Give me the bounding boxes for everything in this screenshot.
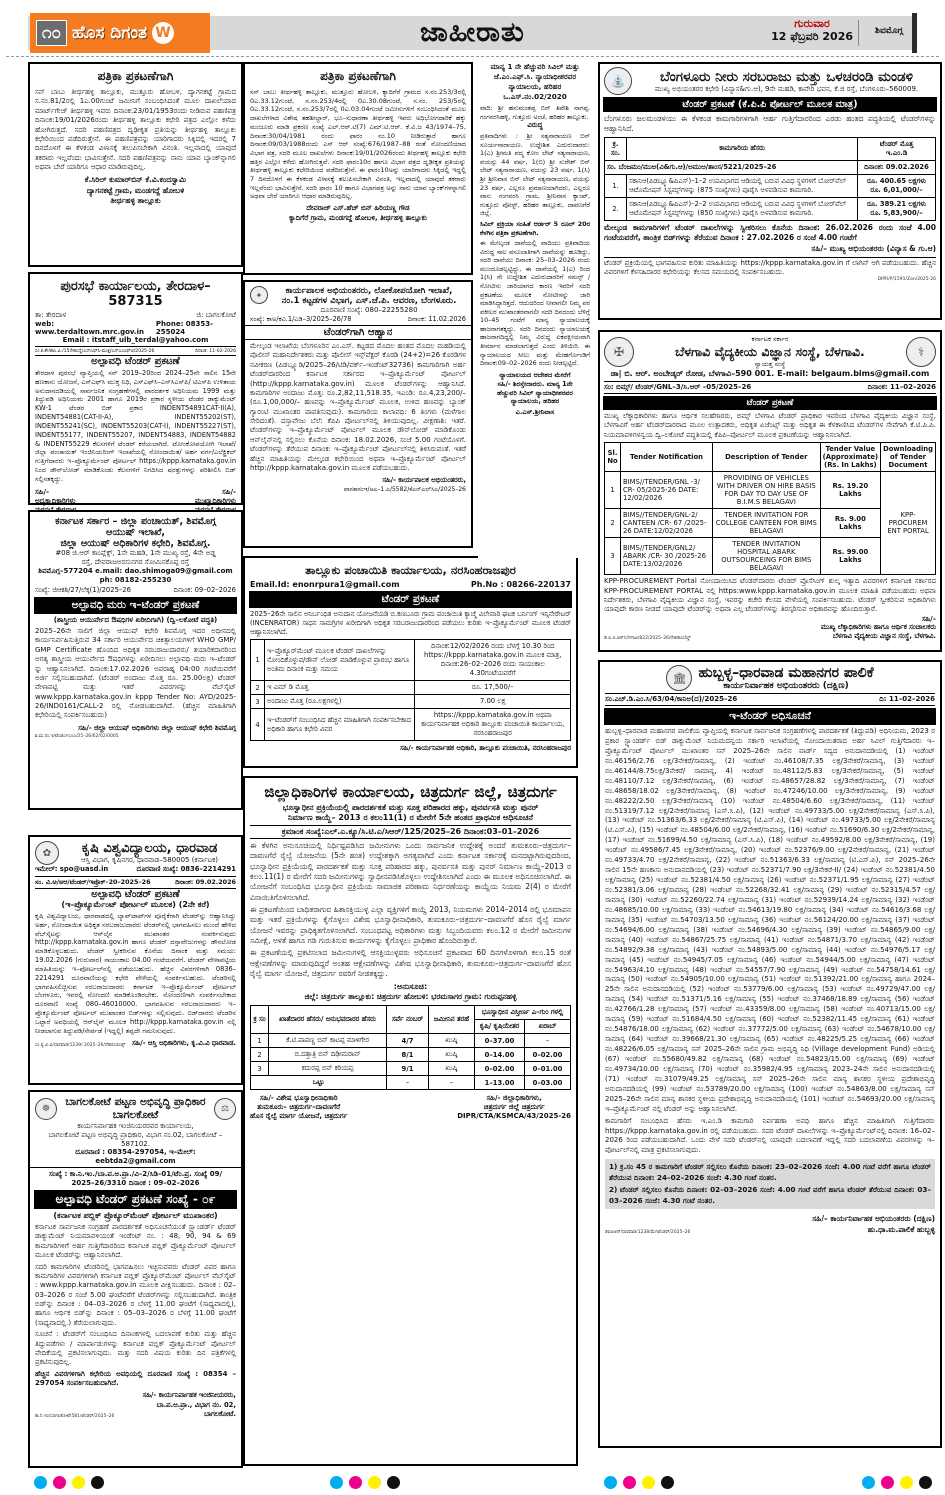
signature: ಸಹಿ/– ಕಾರ್ಯನಿರ್ವಾಹಕ ಅಭಿಯಂತರರು (ದಕ್ಷಿಣ) (812, 1214, 935, 1224)
tender-heading: ಅಲ್ಪಾವಧಿ ಟೆಂಡರ್ ಪ್ರಕಟಣೆ (91, 889, 180, 900)
sig-lao: ಸಹಿ/- ವಿಶೇಷ ಭೂಸ್ವಾಧೀನಾಧಿಕಾರಿ (259, 1094, 338, 1103)
signatory-village: ದ್ಯಾಗನಕಟ್ಟೆ ಗ್ರಾಮ, ಮಂಡಗದ್ದೆ ಹೋಬಳಿ (86, 185, 185, 195)
black-dot (91, 1476, 104, 1489)
masthead-date (771, 18, 853, 43)
yellow-dot (642, 1476, 655, 1489)
ref-date: ದಿನಾಂಕ: 11–02–2026 (867, 383, 936, 391)
ad-taluk-panchayat-nrpura (243, 556, 578, 768)
office-line: ಕಾರ್ಯನಿರ್ವಾಹಕ ಇಂಜಿನಿಯರರವರ ಕಾರ್ಯಾಲಯ, (77, 1122, 194, 1130)
btda-emblem-right-icon: ⚖ (214, 1098, 236, 1120)
cmyk-registration-marks (330, 1476, 400, 1489)
phone: ದೂರವಾಣಿ ಸಂಖ್ಯೆ: 0836–2214291 (136, 865, 236, 873)
govt-line: ಕರ್ನಾಟಕ ಸರ್ಕಾರ – ಜಿಲ್ಲಾ ಪಂಚಾಯತ್, ಶಿವಮೊಗ್ಗ (55, 516, 216, 527)
notification-para-2: ಈ ಪ್ರಕಟಣೆಯಿಂದ ಬಾಧಿತರಾಗುವ ಹಿತಾಸಕ್ತಿಯುಳ್ಳ ಎಲ್ಲಾ ವ್ಯಕ್ತಿಗಳಿಗೆ ಕಾಯ್ದೆ 2013, ನಿಯಮಗಳು 2014–2014 ರಲ್ಲಿ ಭೂಮಾಪನ ಮತ್ತು ಇತರೆ ಪ್ರಕ್ರಿಯೆಗಳನ್ನು ಕೈಗೊಳ್ಳಲು ವಿಶೇಷ ಭೂಸ್ವಾಧೀನಾಧಿಕಾರಿ, ತುಮಕೂರು–ಚಿತ್ರದುರ್ಗ–ದಾವಣಗೆರೆ ಹೊಸ ರೈಲ್ವೆ ಮಾರ್ಗ ಯೋಜನೆ ಇವರನ್ನು ಪ್ರಾಧಿಕೃತಗೊಳಿಸಲಾಗಿದೆ. ಸಂಬಂಧಪಟ್ಟ ಅಧಿಕಾರಿಗಳು ಮತ್ತು ಸಿಬ್ಬಂದಿಯವರು ಕಲಂ.12 ರ ಮೇರೆಗೆ ಜಮೀನುಗಳ ಸಮೀಕ್ಷೆ, ಅಳತೆ ಹಾಗೂ ಗಡಿ ಗುರುತಿಸುವ ಕಾರ್ಯಗಳನ್ನು ಕೈಗೊಳ್ಳಲು ಪ್ರಾಧಿಕಾರ ಹೊಂದಿರುತ್ತಾರೆ. (250, 905, 571, 946)
order-line: ಸಿವಿಲ್ ಪ್ರಕ್ರಿಯಾ ಸಂಹಿತೆ ಆರ್ಡರ್ 5 ರೂಲ್ 20ರ ಕೆಳಗಿನ ಪತ್ರಿಕಾ ಪ್ರಕಟಣೆಗಾಗಿ. (480, 219, 590, 237)
table-row: 1 ಕೆ.ಟಿ.ಪಾಪಣ್ಣ ಬಿನ್ ಕಾಟಪ್ಪ ಮಾಳಿಗೇರ 4/7 ಖುಷ್ಕಿ 0–37.00 – (251, 1034, 571, 1048)
district-label: ಜಿ: ಬಾಗಲಕೋಟೆ (196, 311, 236, 319)
pwd-emblem-icon: ✦ (250, 286, 268, 304)
tender-intro: 2025–26ನೇ ಸಾಲಿನ ಅನಿರ್ಬಂಧಿತ ಅನುದಾನ ಯೋಜನೆಯಡಿ ಬಿ.ಕಣಬೂರು ಗ್ರಾಮ ಪಂಚಾಯಿತಿ ಕ್ಯಾಚ್ಮೆ ವಿಲೇವಾರಿ ಘಟಕ ಬರ್ನಿಂಗ್ ಇನ್ಸಿನೇರೇಟರ್ (INCENRATOR) ಸಾಧನ ಸಾಮಗ್ರಿಗಳ ಖರೀದಿಗಾಗಿ ಅಧಿಕೃತ ಸರಬರಾಜುದಾರರಿಂದ ಪಡೆಯಲು ಕುರಿತು ಇ–ಪ್ರೊಕ್ಯೂರ್ಮೆಂಟ್ ಮೂಲಕ ಟೆಂಡರ್ ಆಹ್ವಾನಿಸಲಾಗಿದೆ. (250, 610, 571, 637)
magenta-dot (53, 1476, 66, 1489)
download-portal-cell: KPP-PROCUREM ENT PORTAL (881, 472, 936, 575)
cyan-dot (330, 1476, 343, 1489)
ref-number: ಸಂಖ್ಯೆ : ಕಾ.ನಿ.ಇಂ./ಬಾ.ಪ.ಅ.ಪ್ರಾ./ವಿ–2/ಸಿಡಿ–01/ಟೆಂ.ಪ್ರ. ಸಂಖ್ಯೆ 09/ (48, 1170, 223, 1178)
dipr-ref: ಡಿ.ಐ.ಪಿ.ಆರ್/ಬೆಳಗಾವಿ/822/2025–26/ನೇಕಡಾಂಬೆಲ್ಡ್ (604, 636, 691, 642)
defendants: ಪ್ರತಿವಾದಿಗಳು : ಶ್ರೀ ಸತ್ಯನಾರಾಯಣ ಬಿನ್ ಸೂರ್ಯನಾರಾಯಣ. ಉದ್ದೇಶಿತ ಎದುರುದಾರರು: 1(ಎ) ಶ್ರೀಮತಿ ಪದ್ಮ ಕೋಂ ಲೇಟ್ ಸತ್ಯನಾರಾಯಣ, ವಯಸ್ಸು 44 ವರ್ಷ, 1(ಬಿ) ಶ್ರೀ ಸುರೇಶ್ ಬಿನ್ ಲೇಟ್ ಸತ್ಯನಾರಾಯಣ, ವಯಸ್ಸು 23 ವರ್ಷ, 1(ಸಿ) ಶ್ರೀ ಶ್ರೀನಿವಾಸ ಬಿನ್ ಲೇಟ್ ಸತ್ಯನಾರಾಯಣ, ವಯಸ್ಸು 23 ವರ್ಷ, ಎಲ್ಲರೂ ಪ್ರಮಾಣಯಾಗಿದರು, ಎಲ್ಲರೂ ವಾಸ: ಗಂಗನರಸಿ ಗ್ರಾಮ, ಶ್ರೀನಿವಾಸ ಕ್ಯಾಂಪ್, ಗುತ್ತೂರು ಪೋಸ್ಟ್, ಹರಿಹರ ತಾಲ್ಲೂಕು, ದಾವಣಗೆರೆ ಜಿಲ್ಲೆ. (480, 132, 590, 218)
masthead-divider (858, 20, 859, 46)
signature: ಸಹಿ/– ಮುಖ್ಯ ಅಭಿಯಂತರರು (ವಿನ್ಯಾಸ & ಗು.ಆ) (811, 244, 936, 254)
signature: ಸಹಿ/- ಕಾರ್ಯನಿರ್ವಾಹಕ ಇಂಜಿನೀಯರರು, (142, 1391, 236, 1400)
advocate-name: ಎ.ಎಸ್.ಶ್ರೀನಿವಾಸ (515, 408, 555, 417)
case-number: ಒ.ಎಸ್.ನಂ.02/2020 (503, 92, 567, 101)
btda-emblem-left-icon: ☸ (35, 1098, 57, 1120)
paper-logo-icon: W (152, 22, 174, 44)
tender-body: ಮೇಲ್ಕಂಡ ಇಲಾಖೆಯ ಬೆಂಗಳೂರಿನ ಎಂ.ಎಸ್. ಕಟ್ಟಡದ ಮೊದಲ ಹಂತದ ಮೊದಲ ಮಹಡಿಯಲ್ಲಿ ಪೊಲೀಸ್ ಮಹಾನಿರ್ದೇಶಕರು ಮತ್ತು ಪೊಲೀಸ್ ಇನ್ಸ್‌ಪೆಕ್ಟರ್ ಕೊಠಡಿ (24+2)=26 ಕೊಠಡಿಗಳ ನವೀಕರಣ (ಪಿಡಬ್ಲ್ಯೂಡಿ/2025–26/ಟಿಡಿ/ವರ್ಕ್–ಇಂಡೆಂಟ್32736) ಕಾಮಗಾರಿಗಾಗಿ ಅರ್ಹ ಟೆಂಡರ್‌ದಾರರಿಂದ ಕರ್ನಾಟಕ ಸರ್ಕಾರದ ಇ–ಪ್ರೊಕ್ಯೂರ್ಮೆಂಟ್ ಪೋರ್ಟಲ್ (http://kppp.karnataka.gov.in) ಮೂಲಕ ಟೆಂಡರ್‌ಗಳನ್ನು ಆಹ್ವಾನಿಸಿದೆ. ಕಾಮಗಾರಿಗಳ ಅಂದಾಜು ಮೊತ್ತ: ರೂ.2,82,11,518.35, ಇಎಂಡಿ: ರೂ.4,23,200/– (ರೂ.1,00,000/– ಹಣವನ್ನು ಇ–ಪ್ರೊಕ್ಯೂರ್ಮೆಂಟ್ ಮೂಲಕ, ಉಳಿದ ಹಣವನ್ನು ಬ್ಯಾಂಕ್ ಗ್ಯಾರಂಟಿ ಮುಖಾಂತರ ಪಾವತಿಸುವುದು). ಕಾಮಗಾರಿಯ ಕಾಲಾವಧಿ: 6 ತಿಂಗಳು (ಮಳೆಗಾಲ ಸೇರಿದಂತೆ). ದಸ್ತಾವೇಜು ಬೆಲೆ: ಕೆಪಿಪಿ ಪೋರ್ಟಲ್‌ನಲ್ಲಿ ತಿಳಿಯುವುದಿಲ್ಲ. ವೀಕ್ಷಣಾಶಿ: ಇತರೆ. ಟೆಂಡರ್‌ಗಳನ್ನು ಇ–ಪ್ರೊಕ್ಯೂರ್ಮೆಂಟ್ ಪೋರ್ಟಲ್ ಮೂಲಕ ಡೌನ್‌ಲೋಡ್ ಮಾಡಿಕೊಂಡು ಆನ್‌ಲೈನ್‌ನಲ್ಲಿ ಸಲ್ಲಿಸಲು ಕೊನೆಯ ದಿನಾಂಕ: 18.02.2026, ಸಂಜೆ 5.00 ಗಂಟೆಯೊಳಗೆ. ಟೆಂಡರ್‌ಗಳನ್ನು ತೆರೆಯುವ ದಿನಾಂಕ: ಇ–ಪ್ರೊಕ್ಯೂರ್ಮೆಂಟ್ ಪೋರ್ಟಲ್‌ನಲ್ಲಿ ತಿಳಿಸಿರುವಂತೆ. ಇತರೆ ಹೆಚ್ಚಿನ ಮಾಹಿತಿಯನ್ನು ಮೇಲ್ಕಂಡ ಕಛೇರಿಯಿಂದ ಅಥವಾ ಇ–ಪ್ರೊಕ್ಯೂರ್ಮೆಂಟ್ ಪೋರ್ಟಲ್ http://kppp.karnataka.gov.in ಮೂಲಕ ಪಡೆಯಬಹುದು. (250, 342, 466, 472)
email[interactable]: ಶಿವಮೊಗ್ಗ–577204 e.mail: dao.shimoga09@gmail.com (38, 567, 233, 575)
cyan-dot (34, 1476, 47, 1489)
land-schedule-table: ಕ್ರ ಸಂ ಖಾತೆದಾರರ ಹೆಸರು/ ಅನುಭವದಾರರ ಹೆಸರು ಸರ್ವೆ ನಂಬರ್ ಜಮೀನಿನ ತರಹೆ ಭೂಸ್ವಾಧೀನ ವಿಸ್ತೀರ್ಣ ಎ–ಗುಂ ಗಳಲ್ಲಿ ಕೃಷಿ/ ಕೃಷಿಯೇತರ ಖರಾಬ್ 1 ಕೆ.ಟಿ.ಪಾಪಣ್ಣ ಬಿನ್ ಕಾಟಪ್ಪ ಮಾಳಿಗೇರ 4/7 ಖುಷ್ಕಿ 0–37.00 – 2 ಬಿ.ದತ್ತಾತ್ರಿ ಬಿನ್ ದಿಢೀಮರಾವ್ 8/1 ಖುಷ್ಕಿ 0–14.00 0–02.00 3 ಕದುರಪ್ಪ ಬಿನ್ ಕರಿಯಪ್ಪ 9/1 ಖುಷ್ಕಿ 0–02.00 0–01.00 ಒಟ್ಟು – – 1–13.00 0–03.00 (250, 1005, 571, 1090)
office-title: ಕಾರ್ಯಪಾಲಕ ಅಭಿಯಂತರರು, ಲೋಕೋಪಯೋಗಿ ಇಲಾಖೆ, (285, 286, 453, 296)
ref-date: ದಿನಾಂಕ: 09–02–2026 (173, 586, 236, 594)
signatory-taluk: ತೀರ್ಥಹಳ್ಳಿ ತಾಲ್ಲೂಕು (110, 195, 161, 205)
signatory-name: ದೇವರಾಜ್ ಎಸ್.ಹೆಚ್ ಬಿನ್ ಹಿರಿಯಣ್ಣ ಗೌಡ (306, 204, 410, 213)
deadline-note-2: 2) ಟೆಂಡರ್ ಸಲ್ಲಿಸಲು ಕೊನೆಯ ದಿನಾಂಕ: 02–03–2026 ಸಂಜೆ: 4.00 ಗಂಟೆ ವರೆಗೆ ಹಾಗೂ ಟೆಂಡರ್ ತೆರೆಯುವ ದಿನಾಂಕ: 03–03–2026 ಸಂಜೆ: 4.30 ಗಂಟೆ ನಂತರ. (609, 1185, 931, 1205)
table-row: 1 ಇ–ಪ್ರೊಕ್ಯೂರ್‌ಮೆಂಟ್ ಮೂಲಕ ಟೆಂಡರ್ ದಾಖಲೆಗಳನ್ನು ನೋಂದಿಕೊಳ್ಳುವ/ಡೌನ್ ಲೋಡ್ ಮಾಡಿಕೊಳ್ಳುವ ಪ್ರಾರಂಭ ಹಾಗೂ ಅಂತಿಮ ದಿನಾಂಕ ಮತ್ತು ಸಮಯ ದಿನಾಂಕ:12/02/2026 ರಂದು ಬೆಳಗ್ಗೆ 10.30 ರಿಂದ https://kppp.karnataka.gov.in ಮೂಲಕ ಮಾತ್ರ, ದಿನಾಂಕ:26–02–2026 ರಂದು ಸಾಯಂಕಾಲ 4.30ಗಂಟೆಯವರೆಗೆ (251, 640, 571, 681)
cyan-dot (862, 1476, 875, 1489)
act-line-1: ಭೂಸ್ವಾಧೀನ ಪ್ರಕ್ರಿಯೆಯಲ್ಲಿ ಪಾರದರ್ಶಕತೆ ಮತ್ತು ಸೂಕ್ತ ಪರಿಹಾರದ ಹಕ್ಕು, ಪುನರ್ವಸತಿ ಮತ್ತು ಪುನರ್ (282, 803, 539, 812)
tender-heading: ಇ-ಟೆಂಡರ್ ಅಧಿಸೂಚನೆ (604, 708, 936, 725)
table-row: 2 ಇ ಎಮ್ ಡಿ ಮೊತ್ತ ರೂ. 17,500/– (251, 681, 571, 695)
tender-heading: ಟೆಂಡರ್ ಪ್ರಕಟಣೆ (249, 591, 572, 608)
ref-number: ಸಂ.ಕ.ಶೇ/ಶಾಂ.ವಿ./15ನೇಹುದ್ದೆ/ಎಸ್‌ಎಫ್‌ಸಿ-ಮುಕ್ತ/ಎಸ್‌ಎಂಎಫ್‌ಟಿ/2025-26 (35, 349, 155, 354)
ad-title: ಪತ್ರಿಕಾ ಪ್ರಕಟಣೆಗಾಗಿ (97, 69, 174, 83)
cmyk-registration-marks (604, 1476, 674, 1489)
table-row: 3 ಕದುರಪ್ಪ ಬಿನ್ ಕರಿಯಪ್ಪ 9/1 ಖುಷ್ಕಿ 0–02.00 0–01.00 (251, 1062, 571, 1076)
ad-bims-belagavi: ✠ ಕರ್ನಾಟಕ ಸರ್ಕಾರ ಬೆಳಗಾವಿ ವೈದ್ಯಕೀಯ ವಿಜ್ಞಾನ ಸಂಸ್ಥೆ, ಬೆಳಗಾವಿ. ಸ್ವಾಯತ್ತ ಸಂಸ್ಥೆ ⚕ ಡಾ| ಬಿ. ಆರ್. ಅಂಬೇಡ್ಕರ್ ರೋಡ, ಬೆಳಗಾವಿ–590 001. E-mail: belgaum.bims@gmail.com ಸಂ: ಬಿಮ್ಸ್/ ಟೆಂಡರ್/GNL–3/ಸಿ.ಆರ್ –05/2025–26 ದಿನಾಂಕ: 11–02–2026 ಟೆಂಡರ್ ಪ್ರಕಟಣೆ ಮುಖ್ಯ ಲೆಕ್ಕಾಧಿಕಾರಿಗಳು ಹಾಗೂ ಆರ್ಥಿಕ ಸಲಹೆಗಾರರು, ಬಿಮ್ಸ್ ಬೆಳಗಾವಿ ಟೆಂಡರ್ ಪ್ರಾಧಿಕಾರ ಇವರಿಂದ ಬೆಳಗಾವಿ ವೈದ್ಯಕೀಯ ವಿಜ್ಞಾನ ಸಂಸ್ಥೆ, ಬೆಳಗಾವಿಗೆ ಅರ್ಹ ಟೆಂಡರ್‌ದಾರರಾದ ಮೂಲ ಉತ್ಪಾದಕರು, ಅಧಿಕೃತ ಏಜೆಂಟ್ಸ್ ಮತ್ತು ಅಧಿಕೃತ ಈ ಕೆಳಕಾಣಿಸಿದ ಟೆಂಡರ್‌ಗಳ ಸೇವೆಗಾಗಿ ಕೆ.ಟಿ.ಪಿ.ಪಿ. ನಿಯಮಾವಳಿಗಳನ್ವಯ ದ್ವಿ–ಲಕೋಟೆ ಪದ್ಧತಿಯಲ್ಲಿ ಕೆಪಿಪಿ–ಪೋರ್ಟಲ್ ಮೂಲಕ ಪ್ರಕಟಣೆಯನ್ನು ಆಹ್ವಾನಿಸಲಾಗಿದೆ. Sl. No Tender Notification Description of Tender Tender Value (Approximate) (Rs. In Lakhs) Downloading of Tender Document 1 BIMS//TENDER/GNL -3/ CR- 05/2025-26 DATE: 12/02/2026 PROVIDING OF VEHICLES WITH DRIVER ON HIRE BASIS FOR DAY TO DAY USE OF B.I.M.S BELAGAVI Rs. 19.20 Lakhs KPP-PROCUREM ENT PORTAL 2 BIMS//TENDER/GNL-2/ CANTEEN /CR- 67 /2025-26 DATE:12/02/2026 TENDER INVITATION FOR COLLEGE CANTEEN FOR BIMS BELAGAVI Rs. 9.00 Lakhs 3 BIMS//TENDER/GNL2/ ABARK /CR- 30 /2025-26 DATE:13/02/2026 TENDER INVITATION HOSPITAL ABARK OUTSOURCEING FOR BIMS BELAGAVI Rs. 99.00 Lakhs KPP-PROCUREMENT Portal ನೋಂದಾಯಿಸಿದ ಟೆಂಡರ್‌ದಾರರು ಟೆಂಡರ್ ಪ್ರೊಸೆಸಿಂಗ್ ಶುಲ್ಕ ಇತ್ಯಾದಿ ವಿವರಗಳಿಗೆ ಕರ್ನಾಟಕ ಸರ್ಕಾರದ KPP-PROCUREMENT PORTAL ನಲ್ಲಿ https:www.kppp.karnataka.gov.in ಮೂಲಕ ಮಾಹಿತಿ ಪಡೆಯಬಹುದು ಅಥವಾ ನಿರ್ದೇಶಕರು, ಬೆಳಗಾವಿ ವೈದ್ಯಕೀಯ ವಿಜ್ಞಾನ ಸಂಸ್ಥೆ, ಇವರನ್ನು ಕಚೇರಿ ಕೆಲಸದ ವೇಳೆಯಲ್ಲಿ ಸಂಪರ್ಕಿಸಬಹುದು. ಟೆಂಡರ್ ಸ್ವೀಕರಿಸುವ ಅಧಿಕಾರಿಗಳು ಯಾವುದೇ ಕಾರಣ ನೀಡದೆ ಯಾವುದೇ ಟೆಂಡರ್‌ನ್ನು ಅಥವಾ ಎಲ್ಲ ಟೆಂಡರ್‌ಗಳನ್ನು ತಿರಸ್ಕರಿಸುವ ಅಧಿಕಾರವನ್ನು ಹೊಂದಿರುತ್ತಾರೆ. ಡಿ.ಐ.ಪಿ.ಆರ್/ಬೆಳಗಾವಿ/822/2025–26/ನೇಕಡಾಂಬೆಲ್ಡ್ ಸಹಿ/– ಮುಖ್ಯ ಲೆಕ್ಕಾಧಿಕಾರಿಗಳು ಹಾಗೂ ಆರ್ಥಿಕ ಸಂಚಾಲಕರು ಬೆಳಗಾವಿ ವೈದ್ಯಕೀಯ ವಿಜ್ಞಾನ ಸಂಸ್ಥೆ, ಬೆಳಗಾವಿ. (598, 330, 942, 652)
tender-intro: ಬೆಂಗಳೂರು ಜಲಮಂಡಳಿಯು ಈ ಕೆಳಕಂಡ ಕಾಮಗಾರಿಗಳಿಗಾಗಿ ಆರ್ಹ ಗುತ್ತಿಗೆದಾರರಿಂದ ಎರಡು ಹಂತದ ಪದ್ಧತಿಯಲ್ಲಿ ಟೆಂಡರ್‌ಗಳನ್ನು ಆಹ್ವಾನಿಸಿದೆ. (604, 114, 936, 134)
signature: ಮುಖ್ಯ ಲೆಕ್ಕಾಧಿಕಾರಿಗಳು ಹಾಗೂ ಆರ್ಥಿಕ ಸಂಚಾಲಕರು (820, 623, 936, 632)
ref-number: ಸಂ.ಎಚ್.ಡಿ.ಎಂ.ಸಿ/63/04/ಕಾನಿಅ(ದ)/2025–26 (605, 695, 738, 703)
office-ref: ಕಾ.ನಿ.ಇಂ/ಬಾಗಲಕೋಟೆ/581/ಟೆಂಡರ್/2025–26 (35, 1413, 115, 1419)
ad-bwssb (598, 62, 942, 320)
ref-date: ದಿನಾಂಕ: 11-02-2026 (195, 349, 236, 354)
table-row: 4 ಇ–ಟೆಂಡರ್‌ಗೆ ಸಂಬಂಧಿಸಿದ ಹೆಚ್ಚಿನ ಮಾಹಿತಿಗಾಗಿ ಸಂಪರ್ಕಿಸಬೇಕಾದ ಅಧಿಕಾರಿ ಹಾಗೂ ಕಛೇರಿ ವಿವರ https://kppp.karnataka.gov.in ಅಥವಾ ಕಾರ್ಯನಿರ್ವಾಹಕ ಅಧಿಕಾರಿ ತಾಲ್ಲೂಕು ಪಂಚಾಯಿತಿ ಕಾರ್ಯಾಲಯ, ನರಸಿಂಹರಾಜಪುರ (251, 709, 571, 741)
corporation-title: ಹುಬ್ಬಳ್ಳ–ಧಾರವಾಡ ಮಹಾನಗರ ಪಾಲಿಕೆ (698, 665, 874, 681)
tender-body-2: ಸದರಿ ಕಾಮಗಾರಿಗಳ ಟೆಂಡರಿನಲ್ಲಿ ಭಾಗವಹಿಸಲು ಇಚ್ಛಿಸುವವರು ಟೆಂಡರ್ ವಿವರ ಹಾಗೂ ಕಾಮಗಾರಿಗಳ ವಿವರಗಳಿಗಾಗಿ ಕರ್ನಾಟಕ ಪಬ್ಲಿಕ್ ಪ್ರೊಕ್ಯೂರ್‌ಮೆಂಟ್ ಪೋರ್ಟಲ್ ವೆಬ್‌ಸೈಟ್ : www.kppp.karnataka.gov.in ಮೂಲಕ ವೀಕ್ಷಿಸಬಹುದು. ದಿನಾಂಕ : 02–03–2026 ರ ಸಂಜೆ 5.00 ಘಂಟೆವರೆಗೆ ಟೆಂಡರ್‌ಗಳನ್ನು ಸಲ್ಲಿಸಬಹುದಾಗಿದೆ. ತಾಂತ್ರಿಕ ಬಿಡ್‌ನ್ನು ದಿನಾಂಕ : 04–03–2026 ರ ಬೆಳಗ್ಗೆ 11.00 ಘಂಟೆಗೆ (ಸಾಧ್ಯವಾದಲ್ಲಿ), ಹಾಗೂ ಆರ್ಥಿಕ ಬಿಡ್‌ನ್ನು ದಿನಾಂಕ : 05–03–2026 ರ ಬೆಳಗ್ಗೆ 11.00 ಘಂಟೆಗೆ (ಸಾಧ್ಯವಾದಲ್ಲಿ.) ತೆರೆಯಲಾಗುವುದು. (35, 1262, 236, 1327)
notification-para-3: ಈ ಪ್ರಕಟಣೆಯಲ್ಲಿ ಪ್ರಕಟಿಸಲಾದ ಜಮೀನುಗಳಲ್ಲಿ ಆಸಕ್ತಿಯುಳ್ಳವರು ಅಧಿಸೂಚನೆ ಪ್ರಕಟವಾದ 60 ದಿನಗಳೊಳಗಾಗಿ ಕಲಂ.15 ರಂತೆ ಆಕ್ಷೇಪಣೆಗಳನ್ನು ಮಾಡುವುದಿದ್ದರೆ ಅಂತಹ ಆಕ್ಷೇಪಣೆಗಳನ್ನು ವಿಶೇಷ ಭೂಸ್ವಾಧೀನಾಧಿಕಾರಿ, ತುಮಕೂರು–ಚಿತ್ರದುರ್ಗ–ದಾವಣಗೆರೆ ಹೊಸ ರೈಲ್ವೆ ಮಾರ್ಗ ಯೋಜನೆ, ಚಿತ್ರದುರ್ಗ ರವರಿಗೆ ನೀಡತಕ್ಕದ್ದು. (250, 948, 571, 979)
notice-body: ಈ ಮೇಲ್ಕಂಡ ದಾವೆಯಲ್ಲಿ ವಾದಿಯು ಪ್ರತಿವಾದಿಯ ವಿರುದ್ಧ ಸಾಲ ವಸೂಲಾತಿಗಾಗಿ ದಾವೆಯನ್ನು ಹೂಡಿದ್ದು, ಸದರಿ ದಾವೆಯು ದಿನಾಂಕ: 25–03–2026 ರಂದು ಮುಂದೂಡಲ್ಪಟ್ಟಿದ್ದು, ಈ ದಾವೆಯಲ್ಲಿ 1(ಎ) ರಿಂದ 1(ಸಿ) ನೇ ಉದ್ದೇಶಿತ ಎದುರುದಾರರಿಗೆ ಸಮನ್ಸ್ /ನೋಟೀಸು ಜಾರಿಯಾಗದ ಕಾರಣ ಇವರಿಗೆ ಸದರಿ ಪ್ರಕಟಣೆಯ ಮೂಲಕ ನೋಟೀಸನ್ನು ಜಾರಿ ಮಾಡಿಸಿದ್ದಾರಿತ್ತದೆ. ಆದುದರಿಂದ ನೀವಾಗಲೀ ನಿಮ್ಮ ಪರ ವಕೀಲರ ಮುಖಾಂತರವಾಗಲೀ ಸದರಿ ದಿನದಂದು ಬೆಳಿಗ್ಗೆ 10–45 ಗಂಟೆಗೆ ಮಾನ್ಯ ನ್ಯಾಯಾಲಯಕ್ಕೆ ಹಾಜರಾಗತಕ್ಕದ್ದು. ಸದರಿ ದಿನದಂದು ನ್ಯಾಯಾಲಯಕ್ಕೆ ಹಾಜರಾಗದಿದ್ದಲ್ಲಿ ನಿಮ್ಮ ವಿರುದ್ಧ ಏಕಪಕ್ಷೀಯವಾಗಿ ತೀರ್ಮಾನ ಮಾಡಲಾಗುತ್ತದೆ ಎಂದು ತಿಳಿಯಿರಿ. ಈ ನ್ಯಾಯಾಲಯದ ಸೀಲು ಮತ್ತು ಮೇಹರ್ಗೊಂಡಿಗೆ ದಿನಾಂಕ:09–02–2026 ರಂದು ನೀಡಲ್ಪಟ್ಟಿದೆ. (480, 239, 590, 368)
ref-date: ದಿನಾಂಕ: 11.02.2026 (407, 315, 466, 323)
sig-right: ಸಹಿ/- (222, 487, 236, 496)
schedule-title: :ಅನುಸೂಚಿ: (393, 982, 428, 992)
phone: ದೂರವಾಣಿ ಸಂಖ್ಯೆ: 080–22255280 (320, 306, 418, 314)
closing-para: ಕಾಮಗಾರಿಗೆ ಸಂಬಂಧಿಸಿದ ಹೆಸರು ಇ.ಎಂ.ಡಿ ಕಾಮಗಾರಿ ನಿರ್ವಹಣಾ ಅವಧಿ ಹಾಗೂ ಹೆಚ್ಚಿನ ಮಾಹಿತಿಗಾಗಿ ಗುತ್ತಿಗೆದಾರರು https://kppp.karnataka.gov.in ರಲ್ಲಿ ಪಡೆಯಬಹುದು. ಸದರ ಟೆಂಡರ್ ದಾಖಲೆಗಳನ್ನು ಇ–ಪ್ರೊಕ್ಯೂರ್ಮೆಂಟ್‌ನಲ್ಲಿ ದಿನಾಂಕ: 16–02–2026 ರಿಂದ ಪಡೆಯಬಹುದಾಗಿದೆ. ಒಂದು ವೇಳೆ ಸದರಿ ಟೆಂಡರ್‌ನಲ್ಲಿ ಯಾವುದೇ ಬದಲಾವಣೆ ಇದ್ದಲ್ಲಿ ಸದರಿ ಬದಲಾವಣೆಯ ವಿವರಗಳನ್ನು ಇ–ಪೋರ್ಟಲ್‌ನಲ್ಲಿ ಮಾತ್ರ ಪ್ರಕಟಿಸಲಾಗುವುದು. (605, 1116, 935, 1155)
bims-emblem-right-icon: ⚕ (906, 337, 936, 367)
table-row: 1 BIMS//TENDER/GNL -3/ CR- 05/2025-26 DATE: 12/02/2026 PROVIDING OF VEHICLES WITH DRIVER ON HIRE BASIS FOR DAY TO DAY USE OF B.I.M.S BELAGAVI Rs. 19.20 Lakhs KPP-PROCUREM ENT PORTAL (605, 472, 936, 509)
tender-note: ಸೂಚನೆ : ಟೆಂಡರ್‌ಗೆ ಸಂಬಂಧಿಸಿದ ದಿನಾಂಕಗಳಲ್ಲಿ ಬದಲಾವಣೆ ಕುರಿತು ಮತ್ತು ಹೆಚ್ಚಿನ ತಿದ್ದುಪಡೆಗಳು / ಮಾರ್ಪಾಡುಗಳನ್ನು ಕರ್ನಾಟಕ ಪಬ್ಲಿಕ್ ಪ್ರೊಕ್ಯೂರ್ಮೆಂಟ್ ಪೋರ್ಟಲ್ ವೇದಿಕೆಯಲ್ಲಿ ಪ್ರಕಟಿಸಲಾಗುವುದು. ಮತ್ತು ಸದರಿ ವಿಷಯ ಕುರಿತು ದಿನ ಪತ್ರಿಕೆಗಳಲ್ಲಿ ಪ್ರಕಟಿಸುವುದಿಲ್ಲ. (35, 1330, 236, 1367)
ref-number: ಸಂ. ವಿ.ಅ/ಅಆ/ಟೆಂಡರ್/ಇಪ್ರೊಕ್–20–2025–26 (35, 878, 151, 886)
ref-date: ದಿ: 11–02–2026 (879, 695, 935, 703)
tender-intro: ಮುಖ್ಯ ಲೆಕ್ಕಾಧಿಕಾರಿಗಳು ಹಾಗೂ ಆರ್ಥಿಕ ಸಲಹೆಗಾರರು, ಬಿಮ್ಸ್ ಬೆಳಗಾವಿ ಟೆಂಡರ್ ಪ್ರಾಧಿಕಾರ ಇವರಿಂದ ಬೆಳಗಾವಿ ವೈದ್ಯಕೀಯ ವಿಜ್ಞಾನ ಸಂಸ್ಥೆ, ಬೆಳಗಾವಿಗೆ ಅರ್ಹ ಟೆಂಡರ್‌ದಾರರಾದ ಮೂಲ ಉತ್ಪಾದಕರು, ಅಧಿಕೃತ ಏಜೆಂಟ್ಸ್ ಮತ್ತು ಅಧಿಕೃತ ಈ ಕೆಳಕಾಣಿಸಿದ ಟೆಂಡರ್‌ಗಳ ಸೇವೆಗಾಗಿ ಕೆ.ಟಿ.ಪಿ.ಪಿ. ನಿಯಮಾವಳಿಗಳನ್ವಯ ದ್ವಿ–ಲಕೋಟೆ ಪದ್ಧತಿಯಲ್ಲಿ ಕೆಪಿಪಿ–ಪೋರ್ಟಲ್ ಮೂಲಕ ಪ್ರಕಟಣೆಯನ್ನು ಆಹ್ವಾನಿಸಲಾಗಿದೆ. (604, 412, 936, 439)
last-date-note: ಮೇಲ್ಕಂಡ ಕಾಮಗಾರಿಗಳಿಗೆ ಟೆಂಡರ್ ದಾಖಲೆಗಳನ್ನು ಸ್ವೀಕರಿಸಲು ಕೊನೆಯ ದಿನಾಂಕ: 26.02.2026 ರಂದು ಸಂಜೆ 4.00 ಗಂಟೆಯವರೆಗೆ, ತಾಂತ್ರಿಕ ಬಿಡ್‌ಗಳನ್ನು ತೆರೆಯುವ ದಿನಾಂಕ : 27.02.2026 ರ ಸಂಜೆ 4.00 ಗಂಟೆಗೆ (604, 222, 936, 243)
ad-body: ಸನ್ ಬಾಬು ತೀರ್ಥಹಳ್ಳಿ ತಾಲ್ಲೂಕು, ಮುತ್ತೂರು ಹೋಬಳಿ, ದ್ಯಾಗನಕಟ್ಟೆ ಗ್ರಾಮದ ಸ.ನಂ.81/2ರಲ್ಲಿ 1ಎ.00ಗುಂಟೆ ಜಮೀನಿಗೆ ಸಂಬಂಧಿಸಿದಂತೆ ಮೂಲ ದಾಖಲೆಯಾದ ಮಾರ್ಟ್‌ಗೇಜ್ ತೀರ್ಥಹಳ್ಳಿ ಇವರು ದಿನಾಂಕ:23/01/1953ರಂದು ನೀಡಿರುವ ಪಹಣಿಪತ್ರ ದಿನಾಂಕ:19/01/2026ರಂದು ತೀರ್ಥಹಳ್ಳಿ ತಾಲ್ಲೂಕು ಕಛೇರಿ ಪತ್ರದ ಎಲ್ಲೋ ಕಳೆದು ಹೋಗಿರುತ್ತದೆ. ಸದರಿ ಪಹಣಿಪತ್ರದ ದೃಢೀಕೃತ ಪ್ರತಿಯನ್ನು ತೀರ್ಥಹಳ್ಳಿ ತಾಲ್ಲೂಕು ಕಛೇರಿಯಿಂದ ಪಡೆದಿರುತ್ತೇನೆ. ಈ ಪಹಣಿಪತ್ರವನ್ನು ಯಾರಿಗಾದರು ಸಿಕ್ಕಿದಲ್ಲಿ ಇದರಲ್ಲಿ 7 ದಿನದೊಳಗೆ ಈ ಕೆಳಕಂಡ ವಿಳಾಸಕ್ಕೆ ತಲುಪಿಸಬೇಕಾಗಿ ವಿನಂತಿ. ಇಲ್ಲವಾದಲ್ಲಿ ಯಾವುದೆ ತಕರಾರು ಇಲ್ಲವೆಂದು ಭಾವಿಸುತ್ತೇನೆ. ಸದರಿ ಪಹಣಿಪತ್ರವನ್ನು ನಾನು ಯಾವ ಬ್ಯಾಂಕ್‌ನ್ನಾಗಲಿ ಅಥವಾ ಬೇರೆ ಯಾರಿಗೂ ಆಧಾರ ಮಾಡಿರುವುದಿಲ್ಲ. (35, 88, 236, 171)
tender-body: 2025–26ನೇ ಸಾಲಿಗೆ ಜಿಲ್ಲಾ ಆಯುಷ್ ಕಛೇರಿ ಶಿವಮೊಗ್ಗ ಇದರ ಅಧೀನದಲ್ಲಿ ಕಾರ್ಯನಿರ್ವಹಿಸುತ್ತಿರುವ 34 ಸರ್ಕಾರಿ ಆಯುರ್ವೇದ ಚಿಕಿತ್ಸಾಲಯಗಳಿಗೆ WHO GMP/ GMP Certificate ಹೊಂದಿದ ಅಧಿಕೃತ ಸರಬರಾಜುದಾರರು/ ತಯಾರಿಕದಾರರಿಂದ ಅಗತ್ಯ ಶಾಸ್ತ್ರೀಯ ಆಯುರ್ವೇದ ಔಷಧಿಗಳನ್ನು ಖರೀದಿಸಲು ಅಲ್ಪಾವಧಿ ಮರು ಇ–ಟೆಂಡರ್ ನ್ನು ಆಹ್ವಾನಿಸಲಾಗಿದೆ. ದಿನಾಂಕ:17.02.2026 ಅಪರಾಹ್ನ 04:00 ಗಂಟೆಯವರೆಗೆ ಅರ್ಜಿ ಸಲ್ಲಿಸಬಹುದಾಗಿದೆ. (ಟೆಂಡರ್ ಅಂದಾಜು ಮೊತ್ತ ರೂ. 25.00ಲಕ್ಷ) ಟೆಂಡರ್ ವೇಳಾಪಟ್ಟಿ ಮತ್ತು ಇತರೆ ವಿವರಗಳನ್ನು ವೆಬ್‌ಸೈಟ್ www.kppp.karnataka.gov.in kppp Tender No: AYD/2025-26/IND0161/CALL-2 ರಲ್ಲಿ ನೋಡಬಹುದಾಗಿದೆ. (ಹೆಚ್ಚಿನ ಮಾಹಿತಿಗಾಗಿ ಕಛೇರಿಯಲ್ಲಿ ಸಂಪರ್ಕಿಸಬಹುದು) (35, 627, 236, 720)
yellow-dot (72, 1476, 85, 1489)
tender-heading: ಅಲ್ಪಾವಧಿ ಟೆಂಡರ್ ಪ್ರಕಟಣೆ (91, 356, 180, 367)
magenta-dot (881, 1476, 894, 1489)
office-title: ಜಿಲ್ಲಾ ಆಯುಷ್ ಅಧಿಕಾರಿಗಳ ಕಛೇರಿ, ಶಿವಮೊಗ್ಗ. (60, 538, 211, 549)
phone: ph: 08182-255230 (99, 576, 172, 584)
edition-name: ಶಿವಮೊಗ್ಗ (875, 26, 903, 36)
ad-press-notice-2 (243, 62, 473, 275)
table-total-row: ಒಟ್ಟು – – 1–13.00 0–03.00 (251, 1076, 571, 1090)
tender-heading: ಅಲ್ಪಾವಧಿ ಟೆಂಡರ್ ಪ್ರಕಟಣೆ ಸಂಖ್ಯೆ - ೦೯ (34, 1190, 237, 1209)
tender-subheading: (ಕರ್ನಾಟಕ ಪಬ್ಲಿಕ್ ಪ್ರೊಕ್ಯೂರ್‌ಮೆಂಟ್ ಪೋರ್ಟಲ್ ಮುಖಾಂತರ) (53, 1211, 218, 1220)
office-ref: ಸಂ.ಕೃ.ವಿ.ವಿ/ಧಾರವಾಡ/1239/ 2025–26/ದೆಹಲಿಬಾಂಡ್ಸ್ (35, 1042, 126, 1048)
office-ref: ಪಾಸಕಾಸಂಇ/ಅಎ–1.ಎ/5582/ಕೆಎನ್‌ಎಲ್‌ಸಿಎ/2025–26 (343, 486, 466, 494)
ad-hdmc-hubballi: 🏛 ಹುಬ್ಬಳ್ಳ–ಧಾರವಾಡ ಮಹಾನಗರ ಪಾಲಿಕೆ ಕಾರ್ಯನಿರ್ವಾಹಕ ಅಭಿಯಂತರರು (ದಕ್ಷಿಣ) ಸಂ.ಎಚ್.ಡಿ.ಎಂ.ಸಿ/63/04/ಕಾನಿಅ(ದ)/2025–26 ದಿ: 11–02–2026 ಇ-ಟೆಂಡರ್ ಅಧಿಸೂಚನೆ ಹುಬ್ಬಳ್ಳಿ–ಧಾರವಾಡ ಮಹಾನಗರ ಪಾಲಿಕೆಯ ವ್ಯಾಪ್ತಿಯಲ್ಲಿ ಕರ್ನಾಟಕ ಸಾರ್ವಜನಿಕ ಸಂಗ್ರಹಣೆಗಳಲ್ಲಿ ಪಾರದರ್ಶಕತೆ (ತಿದ್ದುಪಡಿ) ಅಧಿನಿಯಮ, 2023 ರ ಪ್ರಕಾರ ಸ್ಟ್ಯಾಂಡರ್ಡ್ ಬಿಡ್ ಡಾಕ್ಯುಮೆಂಟ್ ನಿಯಮದನ್ವಯ ಸರ್ಕಾರಿ ಇಲಾಖೆಯಲ್ಲಿ ನೋಂದಾಯಿತರಾದ ಅರ್ಹ ಸಿವಿಲ್ ಗುತ್ತಿಗೆದಾರರು ಇ–ಪ್ರೊಕ್ಯೂರ್ಮೆಂಟ್ ಪೋರ್ಟಲ್ ಮುಖಾಂತರ ಸನ್ 2025–26ನೇ ಸಾಲಿನ ವಾರ್ಡ್ ಸದ್ಯದ ಅನುದಾನದಡಿಯಲ್ಲಿ (1) ಇಂಡೆಂಟ್ ನಂ.46156/2.76 ಲಕ್ಷ/3ನೇಕರೆ/ಸಾಮಾನ್ಯ, (2) ಇಂಡೆಂಟ್ ನಂ.46108/7.35 ಲಕ್ಷ/3ನೇಕರೆ/ಸಾಮಾನ್ಯ, (3) ಇಂಡೆಂಟ್ ನಂ.46144/8.75ಲಕ್ಷ/3ನೇಕರೆ/ ಸಾಮಾನ್ಯ, 4) ಇಂಡೆಂಟ್ ನಂ.48112/5.83 ಲಕ್ಷ/3ನೇಕರೆ/ಸಾಮಾನ್ಯ, (5) ಇಂಡೆಂಟ್ ನಂ.48110/7.12 ಲಕ್ಷ/3ನೇಕರೆ/ಸಾಮಾನ್ಯ, (6) ಇಂಡೆಂಟ್ ನಂ.48657/28.82 ಲಕ್ಷ/3ನೇಕರೆ/ಸಾಮಾನ್ಯ, (7) ಇಂಡೆಂಟ್ ನಂ.48658/18.02 ಲಕ್ಷ/3ನೇಕರೆ/ಸಾಮಾನ್ಯ, (8) ಇಂಡೆಂಟ್ ನಂ.47246/10.00 ಲಕ್ಷ/3ನೇಕರೆ/ಸಾಮಾನ್ಯ, (9) ಇಂಡೆಂಟ್ ನಂ.48222/2.50 ಲಕ್ಷ/3ನೇಕರೆ/ಸಾಮಾನ್ಯ (10) ಇಂಡೆಂಟ್ ನಂ.48504/6.60 ಲಕ್ಷ/3ನೇಕರೆ/ಸಾಮಾನ್ಯ, (11) ಇಂಡೆಂಟ್ ನಂ.51319/7.12 ಲಕ್ಷ/2ನೇಕರೆ/ಸಾಮಾನ್ಯ (ಎಸ್.ಸಿ.ಪಿ), (12) ಇಂಡೆಂಟ್ ನಂ.49733/5.00 ಲಕ್ಷ/2ನೇಕರೆ/ಸಾಮಾನ್ಯ (ಎಸ್.ಸಿ.ಪಿ), (13) ಇಂಡೆಂಟ್ ನಂ.51363/6.33 ಲಕ್ಷ/2ನೇಕರೆ/ಸಾಮಾನ್ಯ (ಟಿ.ಎಸ್.ಪಿ), (14) ಇಂಡೆಂಟ್ ನಂ.49733/5.00 ಲಕ್ಷ/2ನೇಕರೆ/ಸಾಮಾನ್ಯ (ಟಿ.ಎಸ್.ಪಿ), (15) ಇಂಡೆಂಟ್ ನಂ.48504/6.00 ಲಕ್ಷ/2ನೇಕರೆ/ಸಾಮಾನ್ಯ, (16) ಇಂಡೆಂಟ್ ನಂ.51690/6.30 ಲಕ್ಷ/2ನೇಕರೆ/ಸಾಮಾನ್ಯ, (17) ಇಂಡೆಂಟ್ ನಂ.51699/4.50 ಲಕ್ಷ/ಸಾಮಾನ್ಯ (ಎಸ್.ಸಿ.ಪಿ), (18) ಇಂಡೆಂಟ್ ನಂ.49592/8.00 ಲಕ್ಷ/3ನೇಕರೆ/ಸಾಮಾನ್ಯ, (19) ಇಂಡೆಂಟ್ ನಂ.49586/7.45 ಲಕ್ಷ/3ನೇಕರೆ/ಸಾಮಾನ್ಯ, (20) ಇಂಡೆಂಟ್ ನಂ.52376/9.00 ಲಕ್ಷ/2ನೇಕರೆ/ಸಾಮಾನ್ಯ, (21) ಇಂಡೆಂಟ್ ನಂ.49733/4.70 ಲಕ್ಷ/2ನೇಕರೆ/ಸಾಮಾನ್ಯ, (22) ಇಂಡೆಂಟ್ ನಂ.51363/6.33 ಲಕ್ಷ/ಸಾಮಾನ್ಯ (ಟಿ.ಎಸ್.ಪಿ), ಸನ್ 2025–26ನೇ ಸಾಲಿನ 15ನೇ ಹಣಕಾಸು ಅನುದಾನದಡಿಯಲ್ಲಿ (23) ಇಂಡೆಂಟ್ ನಂ.52371/7.90 ಲಕ್ಷ/3ನೇಕರೆ-II/ (24) ಇಂಡೆಂಟ್ ನಂ.52381/4.50 ಲಕ್ಷ/ಸಾಮಾನ್ಯ (25) ಇಂಡೆಂಟ್ ನಂ.52381/4.50 ಲಕ್ಷ/ಸಾಮಾನ್ಯ (26) ಇಂಡೆಂಟ್ ನಂ.52371/1.95 ಲಕ್ಷ/ಸಾಮಾನ್ಯ (27) ಇಂಡೆಂಟ್ ನಂ.52381/3.06 ಲಕ್ಷ/ಸಾಮಾನ್ಯ (28) ಇಂಡೆಂಟ್ ನಂ.52268/32.41 ಲಕ್ಷ/ಸಾಮಾನ್ಯ (29) ಇಂಡೆಂಟ್ ನಂ.52315/4.57 ಲಕ್ಷ/ಸಾಮಾನ್ಯ (30) ಇಂಡೆಂಟ್ ನಂ.52260/22.74 ಲಕ್ಷ/ಸಾಮಾನ್ಯ (31) ಇಂಡೆಂಟ್ ನಂ.52939/14.24 ಲಕ್ಷ/ಸಾಮಾನ್ಯ (32) ಇಂಡೆಂಟ್ ನಂ.48685/10.00 ಲಕ್ಷ/ಸಾಮಾನ್ಯ (33) ಇಂಡೆಂಟ್ ನಂ.54613/19.80 ಲಕ್ಷ/ಸಾಮಾನ್ಯ (34) ಇಂಡೆಂಟ್ ನಂ.54616/3.68 ಲಕ್ಷ/ಸಾಮಾನ್ಯ (35) ಇಂಡೆಂಟ್ ನಂ.54703/13.50 ಲಕ್ಷ/ಸಾಮಾನ್ಯ (36) ಇಂಡೆಂಟ್ ನಂ.56124/20.00 ಲಕ್ಷ/ಸಾಮಾನ್ಯ (37) ಇಂಡೆಂಟ್ ನಂ.54694/6.00 ಲಕ್ಷ/ಸಾಮಾನ್ಯ (38) ಇಂಡೆಂಟ್ ನಂ.54696/4.30 ಲಕ್ಷ/ಸಾಮಾನ್ಯ (39) ಇಂಡೆಂಟ್ ನಂ.54865/9.00 ಲಕ್ಷ/ಸಾಮಾನ್ಯ (40) ಇಂಡೆಂಟ್ ನಂ.54867/25.75 ಲಕ್ಷ/ಸಾಮಾನ್ಯ (41) ಇಂಡೆಂಟ್ ನಂ.54871/3.70 ಲಕ್ಷ/ಸಾಮಾನ್ಯ (42) ಇಂಡೆಂಟ್ ನಂ.54892/9.38 ಲಕ್ಷ/ಸಾಮಾನ್ಯ (43) ಇಂಡೆಂಟ್ ನಂ.54893/5.00 ಲಕ್ಷ/ಸಾಮಾನ್ಯ (44) ಇಂಡೆಂಟ್ ನಂ.54976/5.17 ಲಕ್ಷ/ಸಾಮಾನ್ಯ (45) ಇಂಡೆಂಟ್ ನಂ.54945/7.05 ಲಕ್ಷ/ಸಾಮಾನ್ಯ (46) ಇಂಡೆಂಟ್ ನಂ.54944/5.00 ಲಕ್ಷ/ಸಾಮಾನ್ಯ (47) ಇಂಡೆಂಟ್ ನಂ.54963/4.10 ಲಕ್ಷ/ಸಾಮಾನ್ಯ (48) ಇಂಡೆಂಟ್ ನಂ.54557/7.90 ಲಕ್ಷ/ಸಾಮಾನ್ಯ (49) ಇಂಡೆಂಟ್ ನಂ.54758/14.61 ಲಕ್ಷ/ಸಾಮಾನ್ಯ (50) ಇಂಡೆಂಟ್ ನಂ.54905/10.00 ಲಕ್ಷ/ಸಾಮಾನ್ಯ (51) ಇಂಡೆಂಟ್ ನಂ.51392/21.00 ಲಕ್ಷ/ಸಾಮಾನ್ಯ ಹಾಗೂ 2024–25ನೇ ಸಾಲಿನ ಅನುದಾನದಡಿಯಲ್ಲಿ (52) ಇಂಡೆಂಟ್ ನಂ.53779/6.00 ಲಕ್ಷ/ಸಾಮಾನ್ಯ (53) ಇಂಡೆಂಟ್ ನಂ.49729/47.00 ಲಕ್ಷ/ಸಾಮಾನ್ಯ (54) ಇಂಡೆಂಟ್ ನಂ.51371/5.16 ಲಕ್ಷ/ಸಾಮಾನ್ಯ (55) ಇಂಡೆಂಟ್ ನಂ.37468/18.89 ಲಕ್ಷ/ಸಾಮಾನ್ಯ (56) ಇಂಡೆಂಟ್ ನಂ.42766/1.28 ಲಕ್ಷ/ಸಾಮಾನ್ಯ (57) ಇಂಡೆಂಟ್ ನಂ.43359/8.00 ಲಕ್ಷ/ಸಾಮಾನ್ಯ (58) ಇಂಡೆಂಟ್ ನಂ.40713/15.00 ಲಕ್ಷ/ಸಾಮಾನ್ಯ (59) ಇಂಡೆಂಟ್ ನಂ.51684/4.50 ಲಕ್ಷ/ಸಾಮಾನ್ಯ (60) ಇಂಡೆಂಟ್ ನಂ.52382/11.45 ಲಕ್ಷ/ಸಾಮಾನ್ಯ (61) ಇಂಡೆಂಟ್ ನಂ.54876/18.00 ಲಕ್ಷ/ಸಾಮಾನ್ಯ (62) ಇಂಡೆಂಟ್ ನಂ.37772/5.00 ಲಕ್ಷ/ಸಾಮಾನ್ಯ (63) ಇಂಡೆಂಟ್ ನಂ.54678/10.00 ಲಕ್ಷ/ಸಾಮಾನ್ಯ (64) ಇಂಡೆಂಟ್ ನಂ.39668/21.30 ಲಕ್ಷ/ಸಾಮಾನ್ಯ (65) ಇಂಡೆಂಟ್ ನಂ.48225/5.25 ಲಕ್ಷ/ಸಾಮಾನ್ಯ (66) ಇಂಡೆಂಟ್ ನಂ.48226/6.05 ಲಕ್ಷ/ಸಾಮಾನ್ಯ ಸನ್ 2025–26ನೇ ಸಾಲಿನ ಗ್ರಾಮ ಅಭಿವೃದ್ಧಿ ನಿಧಿ (Village development Fund) ಅಡಿಯಲ್ಲಿ (67) ಇಂಡೆಂಟ್ ನಂ.55680/49.82 ಲಕ್ಷ/ಸಾಮಾನ್ಯ (68) ಇಂಡೆಂಟ್ ನಂ.54823/15.00 ಲಕ್ಷ/ಸಾಮಾನ್ಯ (69) ಇಂಡೆಂಟ್ ನಂ.49734/10.00 ಲಕ್ಷ/ಸಾಮಾನ್ಯ (70) ಇಂಡೆಂಟ್ ನಂ.35982/4.95 ಲಕ್ಷ/ಸಾಮಾನ್ಯ 2023–24ನೇ ಸಾಲಿನ ಅನುದಾನದಡಿಯಲ್ಲಿ (71) ಇಂಡೆಂಟ್ ನಂ.31079/49.25 ಲಕ್ಷ/ಸಾಮಾನ್ಯ ಸನ್ 2025–26ನೇ ಸಾಲಿನ ಮಾನ್ಯ ಶಾಸಕರ ಸ್ಥಳೀಯ ಪ್ರದೇಶಾಭಿವೃದ್ಧಿ ಅನುದಾನದಡಿಯಲ್ಲಿ (99) ಇಂಡೆಂಟ್ ನಂ.53789/20.00 ಲಕ್ಷ/ಸಾಮಾನ್ಯ (100) ಇಂಡೆಂಟ್ ನಂ.54863/8.00 ಲಕ್ಷ/ಸಾಮಾನ್ಯ ಸನ್ 2025–26ನೇ ಸಾಲಿನ ಮಾನ್ಯ ಶಾಸಕರ ಸ್ಥಳೀಯ ಪ್ರದೇಶಾಭಿವೃದ್ಧಿ ಅನುದಾನದಡಿಯಲ್ಲಿ (101) ಇಂಡೆಂಟ್ ನಂ.54693/20.00 ಲಕ್ಷ/ಸಾಮಾನ್ಯ ಇ–ಪ್ರೊಕ್ಯೂರ್ಮೆಂಟ್ ನಲ್ಲಿ ಟೆಂಡರ್ ಅನ್ನು ಆಹ್ವಾನಿಸಲಾಗಿದೆ. ಕಾಮಗಾರಿಗೆ ಸಂಬಂಧಿಸಿದ ಹೆಸರು ಇ.ಎಂ.ಡಿ ಕಾಮಗಾರಿ ನಿರ್ವಹಣಾ ಅವಧಿ ಹಾಗೂ ಹೆಚ್ಚಿನ ಮಾಹಿತಿಗಾಗಿ ಗುತ್ತಿಗೆದಾರರು https://kppp.karnataka.gov.in ರಲ್ಲಿ ಪಡೆಯಬಹುದು. ಸದರ ಟೆಂಡರ್ ದಾಖಲೆಗಳನ್ನು ಇ–ಪ್ರೊಕ್ಯೂರ್ಮೆಂಟ್‌ನಲ್ಲಿ ದಿನಾಂಕ: 16–02–2026 ರಿಂದ ಪಡೆಯಬಹುದಾಗಿದೆ. ಒಂದು ವೇಳೆ ಸದರಿ ಟೆಂಡರ್‌ನಲ್ಲಿ ಯಾವುದೇ ಬದಲಾವಣೆ ಇದ್ದಲ್ಲಿ ಸದರಿ ಬದಲಾವಣೆಯ ವಿವರಗಳನ್ನು ಇ–ಪೋರ್ಟಲ್‌ನಲ್ಲಿ ಮಾತ್ರ ಪ್ರಕಟಿಸಲಾಗುವುದು. 1) ಕ್ರ.ಸಂ 45 ರ ಕಾಮಗಾರಿಗೆ ಟೆಂಡರ್ ಸಲ್ಲಿಸಲು ಕೊನೆಯ ದಿನಾಂಕ: 23–02–2026 ಸಂಜೆ: 4.00 ಗಂಟೆ ವರೆಗೆ ಹಾಗೂ ಟೆಂಡರ್ ತೆರೆಯುವ ದಿನಾಂಕ: 24–02–2026 ಸಂಜೆ: 4.30 ಗಂಟೆ ನಂತರ. 2) ಟೆಂಡರ್ ಸಲ್ಲಿಸಲು ಕೊನೆಯ ದಿನಾಂಕ: 02–03–2026 ಸಂಜೆ: 4.00 ಗಂಟೆ ವರೆಗೆ ಹಾಗೂ ಟೆಂಡರ್ ತೆರೆಯುವ ದಿನಾಂಕ: 03–03–2026 ಸಂಜೆ: 4.30 ಗಂಟೆ ನಂತರ. ಡಿಐಪಿಆರ್/ಧಾರವಾಡ/1238/ಮೆಗಟೆಂಡರ್/2025–26 ಸಹಿ/– ಕಾರ್ಯನಿರ್ವಾಹಕ ಅಭಿಯಂತರರು (ದಕ್ಷಿಣ) ಹು.ಧಾ.ಮ.ಪಾಲಿಕೆ ಹುಬ್ಬಳ್ಳಿ (598, 660, 942, 1448)
contact-note: ಹೆಚ್ಚಿನ ವಿವರಗಳಿಗಾಗಿ ಕಛೇರಿಯ ಅವಧಿಯಲ್ಲಿ ದೂರವಾಣಿ ಸಂಖ್ಯೆ : 08354 – 297054 ಸಂಪರ್ಕಿಸಬಹುದಾಗಿದೆ. (35, 1369, 236, 1387)
office-title: ಪುರಸಭೆ ಕಾರ್ಯಾಲಯ, ತೇರದಾಳ–587315 (60, 279, 211, 309)
yellow-dot (900, 1476, 913, 1489)
website[interactable]: web: www.terdaltown.mrc.gov.in (35, 320, 144, 336)
portal-note: ಟೆಂಡರ್ ಪ್ರಕ್ರಿಯೆಯಲ್ಲಿ ಭಾಗವಹಿಸುವ ಕುರಿತು ಮಾಹಿತಿಯನ್ನು https://kppp.karnataka.gov.in ಗೆ ಲಾಗಿನ್ ಆಗಿ ಪಡೆಯಬಹುದು. ಹೆಚ್ಚಿನ ವಿವರಗಳಿಗೆ ಕೆಳಸಹಿದಾರರ ಕಛೇರಿಯನ್ನು ಕೆಲಸದ ಸಮಯದಲ್ಲಿ ಸಂಪರ್ಕಿಸಬಹುದು. (604, 258, 936, 276)
tender-table: ಕ್ರ. ಸಂ. ಕಾಮಗಾರಿಯ ಹೆಸರು ಟೆಂಡರ್ ಮೊತ್ತ ಇ.ಎಂ.ಡಿ ಸಂ. ಬೆಂಜಮಂ/ಮುಅ(ವಿ&ಗು.ಆ)/ಅಮುಅ/ತಾಂಸ/5221/2025–26 ದಿನಾಂಕ: 09.02.2026 1. ಸಕಾನಿಆ(ಪಿಡಬ್ಲ್ಯೂ&ಪಿಎಸ್)–1–2 ಉಪವಿಭಾಗದ ಆಡಿಯಲ್ಲಿ ಬರುವ ವಿವಿಧ ಸ್ಥಳಗಳಿಗೆ ಬೋರ್‌ವೆಲ್ ಆಟೊಮೇಷನ್ ಸಿಸ್ಟಮ್ಸ್‌ಗಳನ್ನು (875 ಸಂಖ್ಯೆಗಳು) ಪೂರೈಸಿ ಅಳವಡಿಸುವ ಕಾಮಗಾರಿ. ರೂ. 400.65 ಲಕ್ಷಗಳು ರೂ. 6,01,000/– 2. ಸಕಾನಿಆ(ಪಿಡಬ್ಲ್ಯೂ&ಪಿಎಸ್)–2–2 ಉಪವಿಭಾಗದ ಆಡಿಯಲ್ಲಿ ಬರುವ ವಿವಿಧ ಸ್ಥಳಗಳಿಗೆ ಬೋರ್‌ವೆಲ್ ಆಟೊಮೇಷನ್ ಸಿಸ್ಟಮ್ಸ್‌ಗಳನ್ನು (850 ಸಂಖ್ಯೆಗಳು) ಪೂರೈಸಿ ಅಳವಡಿಸುವ ಕಾಮಗಾರಿ. ರೂ. 389.21 ಲಕ್ಷಗಳು ರೂ. 5,83,900/– (604, 137, 936, 221)
tender-heading: ಟೆಂಡರ್ ಪ್ರಕಟಣೆ (ಕೆ.ಪಿ.ಪಿ ಪೋರ್ಟಲ್ ಮೂಲಕ ಮಾತ್ರ) (603, 97, 937, 112)
ref-date: ದಿನಾಂಕ: 09.02.2026 (175, 878, 236, 886)
masthead (28, 16, 917, 50)
address-line: #08 ಜಿ.ಆರ್ ಕಾಂಪ್ಲೆಕ್ಸ್, 1ನೇ ಮಹಡಿ, 1ನೇ ಮುಖ್ಯ ರಸ್ತೆ, 4ನೇ ಅಡ್ಡ (55, 549, 216, 557)
section-title: ಜಾಹೀರಾತು (420, 17, 525, 48)
dipr-ref: ಶಿ.ಮ.ನಂ.ಇ/ಟೆಂಡರ್ಎಎಂಎ/25–26/62/02/0005 (35, 733, 119, 739)
tender-body: ಕೃಷಿ ವಿಶ್ವವಿದ್ಯಾಲಯ, ಧಾರವಾಡದಲ್ಲಿ ಲ್ಯಾಪ್‌ಟಾಪ್‌ಗಳ ಪೂರೈಕೆಗಾಗಿ ಟೆಂಡರ್‌ನ್ನು ಆಹ್ವಾನಿಸಿದ್ದು ಅರ್ಹ, ನೋಂದಾಯಿತ ಅಧಿಕೃತ ಸರಬರಾಜುದಾರರು ಟೆಂಡರ್‌ನಲ್ಲಿ ಭಾಗವಹಿಸಲು ಮುಂದೆ ಹೇಳಿದ ವೆಬ್‌ಸೈಟನ್ನು ಆನ್‌ಲೈನ ಮುಖಾಂತರ ಸಂಪರ್ಕಿಸುವುದು http://kppp.karnataka.gov.in ಹಾಗೂ ಟೆಂಡರ್ ದಸ್ತಾವೇಜುಗಳನ್ನು ಡೌನಲೋಡ ಮಾಡಿಕೊಳ್ಳಬಹುದು. ಟೆಂಡರ್ ಸ್ವೀಕರಿಸುವ ಕೊನೆಯ ದಿನಾಂಕ ಮತ್ತು ಸಮಯ: 19.02.2026 (ಗುರುವಾರ) ಸಾಯಂಕಾಲ 04.00 ಗಂಟೆಯವರೆಗೆ. ಟೆಂಡರ್ ವೇಳಾಪಟ್ಟಿಯ ಮಾಹಿತಿಯನ್ನು ಇ–ಪೋರ್ಟಲ್‌ನಲ್ಲಿ ಪಡೆಯಬಹುದು. ಹೆಚ್ಚಿನ ವಿವರಗಳಿಗಾಗಿ 0836–2214291 ದೂರವಾಣಿಯನ್ನು ಕಛೇರಿ ವೇಳೆಯಲ್ಲಿ ಸಂಪರ್ಕಿಸಬಹುದು. ಟೆಂಡರಿನಲ್ಲಿ ಭಾಗವಹಿಸಲಿಚ್ಛಿಸುವ ಸರಬರಾಜುದಾರರು ಕರ್ನಾಟಕ ಇ–ಪ್ರೊಕ್ಯೂರ್ಮೆಂಟ್ ಪೋರ್ಟಲ್ ಬೆಂಗಳೂರು, ಇವರಲ್ಲಿ ನೋಂದಣಿ ಮಾಡಿಕೊಂಡಿರಬೇಕು. ನೋಂದಣಿಗಾಗಿ ಸಂಪರ್ಕಿಸಬೇಕಾದ ದೂರವಾಣಿ ಸಂಖ್ಯೆ 080–46010000. ಭಾಗವಹಿಸುವ ಸರಬರಾಜುದಾರರು ಇ–ಪ್ರೊಕ್ಯೂರ್ಮೆಂಟ್ ಪೋರ್ಟಲ್ ಮುಖಾಂತರ ಬಿಡ್‌ಗಳನ್ನು ಸಲ್ಲಿಸುವುದು. ಬಿಡ್‌ದಾರರು ಟೆಂಡರಿನ ಒಟ್ಟಾರೆ ಅವಧಿಯಲ್ಲಿ ಆನ್‌ಲೈನ್ ಮೂಲಕ http://kppp.karnataka.gov.in ನಲ್ಲಿ ನೀಡಲಾಗುವ ತಿದ್ದುಪಡಿ/ಸೇರ್ಪಡೆ (ಇದ್ದಲ್ಲಿ) ತಪ್ಪದೇ ಗಮನಿಸುವುದು. (35, 912, 236, 1035)
ad-press-notice-1 (28, 62, 243, 267)
sig-dc: ಸಹಿ/- ಜಿಲ್ಲಾಧಿಕಾರಿಗಳು, (486, 1094, 542, 1103)
dipr-ref: DIPR/CTA/KSMCA/43/2025-26 (457, 1112, 571, 1121)
ad-body: ಸನ್ ಬಾಬು ತೀರ್ಥಹಳ್ಳಿ ತಾಲ್ಲೂಕು, ಮುತ್ತೂರು ಹೋಬಳಿ, ಕ್ಯಾದಿಗೆರೆ ಗ್ರಾಮದ ಸ.ನಂ.253/3ರಲ್ಲಿ 0ಎ.33.12ಗುಂಟೆ, ಸ.ನಂ.253/4ರಲ್ಲಿ 0ಎ.30.08ಗುಂಟೆ, ಸ.ನಂ. 253/5ರಲ್ಲಿ 0ಎ.33.12ಗುಂಟೆ, ಸ.ನಂ.253/7ರಲ್ಲಿ 0ಎ.03.04ಗುಂಟೆ ಜಮೀನುಗಳಿಗೆ ಸಂಬಂಧಿಸಿದಂತೆ ಮೂಲ ದಾಖಲೆಗಳಾದ ವಿಶೇಷ ತಹಶೀಲ್ದಾರ್, ಭೂ–ಸುಧಾರಣಾ ತೀರ್ಥಹಳ್ಳಿ ಇವರು ಅಧಿಭೋಗದಾರಿಕೆ ಹಕ್ಕು ಮಂಜೂರು ಮಾಡಿ ಪ್ರಕರಣ ಸಂಖ್ಯೆ ಎಲ್.ಆರ್.ಟಿ(7) ಎಮ್.ಟಿ.ಆರ್. ಕೆ.ವಿ.ಜ 43/1974–75, ದಿನಾಂಕ:30/04/1981 ರಂದು ಫಾರಂ ನಂ.10 ನೀಡಿರುತ್ತಾರೆ ಹಾಗೂ ದಿನಾಂಕ:09/03/1988ರಂದು ಎಸ್ ಆರ್ ಸಂಖ್ಯೆ:676/1987–88 ರಂತೆ ನೋಂದಣಿಯಾದ ವಿಭಾಗ ಪತ್ರ, ಸದರಿ ಮೂಲ ದಾಖಲೆಗಳು ದಿನಾಂಕ:19/01/2026ರಂದು ತೀರ್ಥಹಳ್ಳಿ ತಾಲ್ಲೂಕು ಕಛೇರಿ ಹತ್ತಿರ ಎಲ್ಲೋ ಕಳೆದು ಹೋಗಿರುತ್ತವೆ. ಸದರಿ ಫಾರಂ10ರ ಹಾಗೂ ವಿಭಾಗ ಪತ್ರದ ದೃಢೀಕೃತ ಪ್ರತಿಯನ್ನು ತೀರ್ಥಹಳ್ಳಿ ತಾಲ್ಲೂಕು ಕಛೇರಿಯಿಂದ ಪಡೆದಿರುತ್ತೇನೆ. ಈ ಫಾರಂ10ಅನ್ನು ಯಾರಿಗಾದರು ಸಿಕ್ಕಿದಲ್ಲಿ ಇದ್ದಲ್ಲಿ 7 ದಿನದೊಳಗೆ ಈ ಕೆಳಕಂಡ ವಿಳಾಸಕ್ಕೆ ತಲುಪಿಸಬೇಕಾಗಿ ವಿನಂತಿ, ಇಲ್ಲವಾದಲ್ಲಿ ಯಾವುದೆ ತಕರಾರು ಇಲ್ಲವೆಂದು ಭಾವಿಸುತ್ತೇನೆ. ಸದರಿ ಫಾರಂ 10 ಹಾಗೂ ವಿಭಾಗಪತ್ರ ಅನ್ನು ನಾನು ಯಾವ ಬ್ಯಾಂಕ್‌ಗಳನ್ನಾಗಲಿ ಅಥವಾ ಬೇರೆ ಯಾರಿಗೂ ಆಧಾರ ಮಾಡಿರುವುದಿಲ್ಲ. (250, 88, 466, 201)
date: 12 ಫೆಬ್ರವರಿ 2026 (771, 29, 853, 43)
cyan-dot (604, 1476, 617, 1489)
deadline-note-1: 1) ಕ್ರ.ಸಂ 45 ರ ಕಾಮಗಾರಿಗೆ ಟೆಂಡರ್ ಸಲ್ಲಿಸಲು ಕೊನೆಯ ದಿನಾಂಕ: 23–02–2026 ಸಂಜೆ: 4.00 ಗಂಟೆ ವರೆಗೆ ಹಾಗೂ ಟೆಂಡರ್ ತೆರೆಯುವ ದಿನಾಂಕ: 24–02–2026 ಸಂಜೆ: 4.30 ಗಂಟೆ ನಂತರ. (609, 1162, 931, 1182)
address-line: ಮುಖ್ಯ ಅಭಿಯಂತರರ ಕಛೇರಿ (ವಿನ್ಯಾಸ&ಗು.ಆ), 9ನೇ ಮಹಡಿ, ಕಾವೇರಿ ಭವನ, ಕೆ.ಜಿ ರಸ್ತೆ, ಬೆಂಗಳೂರು–560009. (654, 84, 919, 93)
versus: ವಿರುದ್ಧ (527, 121, 543, 130)
taluk-label: ತಾ: ತೇರದಾಳ (35, 311, 67, 319)
ad-terdal-municipality: ಪುರಸಭೆ ಕಾರ್ಯಾಲಯ, ತೇರದಾಳ–587315 ತಾ: ತೇರದಾಳ ಜಿ: ಬಾಗಲಕೋಟೆ web: www.terdaltown.mrc.gov.in Phone: 08353-255024 Email : itstaff_ulb_terdal@yahoo.com ಸಂ.ಕ.ಶೇ/ಶಾಂ.ವಿ./15ನೇಹುದ್ದೆ/ಎಸ್‌ಎಫ್‌ಸಿ-ಮುಕ್ತ/ಎಸ್‌ಎಂಎಫ್‌ಟಿ/2025-26 ದಿನಾಂಕ: 11-02-2026 ಅಲ್ಪಾವಧಿ ಟೆಂಡರ್ ಪ್ರಕಟಣೆ ತೇರದಾಳ ಪುರಸಭೆ ವ್ಯಾಪ್ತಿಯಲ್ಲಿ ಸನ್ 2019–20ರಿಂದ 2024–25ನೇ ಸಾಲಿನ 15ನೇ ಹಣಕಾಸು ಯೋಜನೆ, ಎಸ್‌ಎಫ್‌ಸಿ ಮುಕ್ತ ನಿಧಿ, ಎಸ್‌ಎಫ್‌ಸಿ–ಎಸ್‌ಸಿಎಸ್‌ಪಿ/ ಟಿಎಸ್‌ಪಿ ಉಳಿತಾಯ ಅನುದಾನದಡಿಯಲ್ಲಿ ಸಾರ್ವಜನಿಕ ಸಂಗ್ರಹಣೆಗಳಲ್ಲಿ ಪಾರದರ್ಶಕ ಅಧಿನಿಯಮ 1999 ಮತ್ತು ತಿದ್ದುಪಡಿ ಅಧಿನಿಯಮ 2001 ಹಾಗೂ 2019ರ ಪ್ರಕಾರ ಸ್ಥಳೀಯ ಟೆಂಡರ ಡಾಕ್ಯುಮೆಂಟ್ KW-1 ಟೆಂಡರ ಬಿಡ್ ಪ್ರಕಾರ INDENT54891CAT-II(A), INDENT54881(CAT-II-A), INDENT55202(ST), INDENT55241(SC), INDENT55203(CAT-I), INDENT55227(ST), INDENT55177, INDENT55207, INDENT54883, INDENT54882 & INDENT55229 ಕೆಲಸಗಳಿಗೆ ಟೆಂಡರ್ ಕರೆಯಲಾಗಿದೆ. ಟೋಂಕೋಪಯೋಗಿ ಇಲಾಖೆ/ಜಿಲ್ಲಾ ಪಂಚಾಯತ್ ಇಂಜಿನಿಯರಿಂಗ್ ಇಲಾಖೆಯಲ್ಲಿ ನೋಂದಾಯಿತ/ ಅರ್ಹ ವರ್ಗ/ಎಲೆಕ್ಟ್ರಿಕಲ್ ಗುತ್ತಿಗೆದಾರರು ಇ–ಪ್ರೊಕ್ಯೂರ್ಮೆಂಟ್ ಪೋರ್ಟಲ್ https://kppp.karnataka.gov.in ನಿಂದ ಡೌನ್‌ಲೋಡ್ ಮಾಡಿಕೊಂಡು ಕೆಲಸಗಳಿಗೆ ನಿಗದಿಸಿದ ಷರತ್ತುಗಳನ್ನು ಪರಿಶೀಲಿಸಿ ಬಿಡ್ ಸಲ್ಲಿಸತಕ್ಕದ್ದು. ಸಹಿ/- ಅಧ್ಯಕ್ಷಾಧಿಕಾರಿಗಳು ಸಹಿ/- ಮುಖ್ಯಾಧಿಕಾರಿಗಳು (28, 272, 243, 505)
ref-date: 2025–26/3310 ದಿನಾಂಕ : 09–02–2026 (71, 1179, 200, 1187)
ad-chitradurga-dc: ಜಿಲ್ಲಾಧಿಕಾರಿಗಳ ಕಾರ್ಯಾಲಯ, ಚಿತ್ರದುರ್ಗ ಜಿಲ್ಲೆ, ಚಿತ್ರದುರ್ಗ ಭೂಸ್ವಾಧೀನ ಪ್ರಕ್ರಿಯೆಯಲ್ಲಿ ಪಾರದರ್ಶಕತೆ ಮತ್ತು ಸೂಕ್ತ ಪರಿಹಾರದ ಹಕ್ಕು, ಪುನರ್ವಸತಿ ಮತ್ತು ಪುನರ್ ನಿರ್ಮಾಣ ಕಾಯ್ದೆ– 2013 ರ ಕಲಂ11(1) ರ ಮೇರೆಗೆ 5ನೇ ಹಂತದ ಪ್ರಾಥಮಿಕ ಅಧಿಸೂಚನೆ ಕ್ರಮಾಂಕ ಸಂಖ್ಯೆ:ಎಲ್.ಎ.ಕ್ಯೂ/ಸಿ.ಟಿ.ಎ/ಸಿಆರ್/125/2025–26 ದಿನಾಂಕ:03–01–2026 ಈ ಕೆಳಗಿನ ಅನುಸೂಚಿಯಲ್ಲಿ ನಿರ್ಧಿಷ್ಟಪಡಿಸಿದ ಜಮೀನುಗಳು ಒಂದು ಸಾರ್ವಜನಿಕ ಉದ್ದೇಶಕ್ಕೆ ಅಂದರೆ ತುಮಕೂರು–ಚಿತ್ರದುರ್ಗ–ದಾವಣಗೆರೆ ರೈಲ್ವೆ ಯೋಜನೆಯ (5ನೇ ಹಂತ) ಉದ್ದೇಶಕ್ಕಾಗಿ ಅಗತ್ಯವಾಗಿದೆ ಎಂದು ಕರ್ನಾಟಕ ಸರ್ಕಾರಕ್ಕೆ ಮನದಟ್ಟಾಗಿರುವುದರಿಂದ, ಭೂಸ್ವಾಧೀನ ಪ್ರಕ್ರಿಯೆಯಲ್ಲಿ ಪಾರದರ್ಶಕತೆ ಮತ್ತು ಸೂಕ್ತ ಪರಿಹಾರದ ಹಕ್ಕು, ಪುನರ್ವಸತಿ ಮತ್ತು ಪುನರ್ ನಿರ್ಮಾಣ ಕಾಯ್ದೆ–2013 ರ ಕಲಂ.11(1) ರ ಮೇರೆಗೆ ಸದರಿ ಜಮೀನುಗಳನ್ನು ಸ್ವಾಧೀನಪಡಿಸಿಕೊಳ್ಳಲು ಉದ್ದೇಶಿಸಲಾಗಿದೆ ಎಂದು ಈ ಮೂಲಕ ಅಧಿಸೂಚಿಸಲಾಗಿದೆ. ಈ ಯೋಜನೆಗೆ ಸಂಬಂಧಿಸಿದ ಭೂಸ್ವಾಧೀನ ಪ್ರಕ್ರಿಯೆಯ ಸಾಮಾಜಿಕ ಪರಿಣಾಮ ನಿರ್ಧರಣೆಯನ್ನು ಕಾಯ್ದೆಯ ನಿಯಮ 2(4) ರ ಮೇರೆಗೆ ವಿನಾಯಿತಿಗೊಳಿಸಲಾಗಿದೆ. ಈ ಪ್ರಕಟಣೆಯಿಂದ ಬಾಧಿತರಾಗುವ ಹಿತಾಸಕ್ತಿಯುಳ್ಳ ಎಲ್ಲಾ ವ್ಯಕ್ತಿಗಳಿಗೆ ಕಾಯ್ದೆ 2013, ನಿಯಮಗಳು 2014–2014 ರಲ್ಲಿ ಭೂಮಾಪನ ಮತ್ತು ಇತರೆ ಪ್ರಕ್ರಿಯೆಗಳನ್ನು ಕೈಗೊಳ್ಳಲು ವಿಶೇಷ ಭೂಸ್ವಾಧೀನಾಧಿಕಾರಿ, ತುಮಕೂರು–ಚಿತ್ರದುರ್ಗ–ದಾವಣಗೆರೆ ಹೊಸ ರೈಲ್ವೆ ಮಾರ್ಗ ಯೋಜನೆ ಇವರನ್ನು ಪ್ರಾಧಿಕೃತಗೊಳಿಸಲಾಗಿದೆ. ಸಂಬಂಧಪಟ್ಟ ಅಧಿಕಾರಿಗಳು ಮತ್ತು ಸಿಬ್ಬಂದಿಯವರು ಕಲಂ.12 ರ ಮೇರೆಗೆ ಜಮೀನುಗಳ ಸಮೀಕ್ಷೆ, ಅಳತೆ ಹಾಗೂ ಗಡಿ ಗುರುತಿಸುವ ಕಾರ್ಯಗಳನ್ನು ಕೈಗೊಳ್ಳಲು ಪ್ರಾಧಿಕಾರ ಹೊಂದಿರುತ್ತಾರೆ. ಈ ಪ್ರಕಟಣೆಯಲ್ಲಿ ಪ್ರಕಟಿಸಲಾದ ಜಮೀನುಗಳಲ್ಲಿ ಆಸಕ್ತಿಯುಳ್ಳವರು ಅಧಿಸೂಚನೆ ಪ್ರಕಟವಾದ 60 ದಿನಗಳೊಳಗಾಗಿ ಕಲಂ.15 ರಂತೆ ಆಕ್ಷೇಪಣೆಗಳನ್ನು ಮಾಡುವುದಿದ್ದರೆ ಅಂತಹ ಆಕ್ಷೇಪಣೆಗಳನ್ನು ವಿಶೇಷ ಭೂಸ್ವಾಧೀನಾಧಿಕಾರಿ, ತುಮಕೂರು–ಚಿತ್ರದುರ್ಗ–ದಾವಣಗೆರೆ ಹೊಸ ರೈಲ್ವೆ ಮಾರ್ಗ ಯೋಜನೆ, ಚಿತ್ರದುರ್ಗ ರವರಿಗೆ ನೀಡತಕ್ಕದ್ದು. :ಅನುಸೂಚಿ: ಜಿಲ್ಲೆ: ಚಿತ್ರದುರ್ಗ ತಾಲ್ಲೂಕು: ಚಿತ್ರದುರ್ಗ ಹೋಬಳಿ: ಭರಮಸಾಗರ ಗ್ರಾಮ: ಗುರುಪ್ಪನಹಳ್ಳಿ ಕ್ರ ಸಂ ಖಾತೆದಾರರ ಹೆಸರು/ ಅನುಭವದಾರರ ಹೆಸರು ಸರ್ವೆ ನಂಬರ್ ಜಮೀನಿನ ತರಹೆ ಭೂಸ್ವಾಧೀನ ವಿಸ್ತೀರ್ಣ ಎ–ಗುಂ ಗಳಲ್ಲಿ ಕೃಷಿ/ ಕೃಷಿಯೇತರ ಖರಾಬ್ 1 ಕೆ.ಟಿ.ಪಾಪಣ್ಣ ಬಿನ್ ಕಾಟಪ್ಪ ಮಾಳಿಗೇರ 4/7 ಖುಷ್ಕಿ 0–37.00 – 2 ಬಿ.ದತ್ತಾತ್ರಿ ಬಿನ್ ದಿಢೀಮರಾವ್ 8/1 ಖುಷ್ಕಿ 0–14.00 0–02.00 3 ಕದುರಪ್ಪ ಬಿನ್ ಕರಿಯಪ್ಪ 9/1 ಖುಷ್ಕಿ 0–02.00 0–01.00 ಒಟ್ಟು – – 1–13.00 0–03.00 ಸಹಿ/- ವಿಶೇಷ ಭೂಸ್ವಾಧೀನಾಧಿಕಾರಿ ತುಮಕೂರು– ಚಿತ್ರದುರ್ಗ–ದಾವಣಗೆರೆ ಹೊಸ ರೈಲ್ವೆ ಮಾರ್ಗ ಯೋಜನೆ, ಚಿತ್ರದುರ್ಗ ಸಹಿ/- ಜಿಲ್ಲಾಧಿಕಾರಿಗಳು, ಚಿತ್ರದುರ್ಗ ಜಿಲ್ಲೆ ಚಿತ್ರದುರ್ಗ DIPR/CTA/KSMCA/43/2025-26 (243, 776, 578, 1466)
black-dot (387, 1476, 400, 1489)
ad-uas-dharwad: ✿ ಕೃಷಿ ವಿಶ್ವವಿದ್ಯಾಲಯ, ಧಾರವಾಡ ಆಸ್ತಿ ವಿಭಾಗ, ಕೃಷಿನಗರ, ಧಾರವಾಡ–580005 (ಕರ್ನಾಟಕ) ಇಮೇಲ್: spo@uasd.in ದೂರವಾಣಿ ಸಂಖ್ಯೆ: 0836–2214291 ಸಂ. ವಿ.ಅ/ಅಆ/ಟೆಂಡರ್/ಇಪ್ರೊಕ್–20–2025–26 ದಿನಾಂಕ: 09.02.2026 ಅಲ್ಪಾವಧಿ ಟೆಂಡರ್ ಪ್ರಕಟಣೆ (ಇ–ಪ್ರೊಕ್ಯೂರ್ಮೆಂಟ್ ಪೋರ್ಟಲ್ ಮೂಲಕ) (2ನೇ ಕರೆ) ಕೃಷಿ ವಿಶ್ವವಿದ್ಯಾಲಯ, ಧಾರವಾಡದಲ್ಲಿ ಲ್ಯಾಪ್‌ಟಾಪ್‌ಗಳ ಪೂರೈಕೆಗಾಗಿ ಟೆಂಡರ್‌ನ್ನು ಆಹ್ವಾನಿಸಿದ್ದು ಅರ್ಹ, ನೋಂದಾಯಿತ ಅಧಿಕೃತ ಸರಬರಾಜುದಾರರು ಟೆಂಡರ್‌ನಲ್ಲಿ ಭಾಗವಹಿಸಲು ಮುಂದೆ ಹೇಳಿದ ವೆಬ್‌ಸೈಟನ್ನು ಆನ್‌ಲೈನ ಮುಖಾಂತರ ಸಂಪರ್ಕಿಸುವುದು http://kppp.karnataka.gov.in ಹಾಗೂ ಟೆಂಡರ್ ದಸ್ತಾವೇಜುಗಳನ್ನು ಡೌನಲೋಡ ಮಾಡಿಕೊಳ್ಳಬಹುದು. ಟೆಂಡರ್ ಸ್ವೀಕರಿಸುವ ಕೊನೆಯ ದಿನಾಂಕ ಮತ್ತು ಸಮಯ: 19.02.2026 (ಗುರುವಾರ) ಸಾಯಂಕಾಲ 04.00 ಗಂಟೆಯವರೆಗೆ. ಟೆಂಡರ್ ವೇಳಾಪಟ್ಟಿಯ ಮಾಹಿತಿಯನ್ನು ಇ–ಪೋರ್ಟಲ್‌ನಲ್ಲಿ ಪಡೆಯಬಹುದು. ಹೆಚ್ಚಿನ ವಿವರಗಳಿಗಾಗಿ 0836–2214291 ದೂರವಾಣಿಯನ್ನು ಕಛೇರಿ ವೇಳೆಯಲ್ಲಿ ಸಂಪರ್ಕಿಸಬಹುದು. ಟೆಂಡರಿನಲ್ಲಿ ಭಾಗವಹಿಸಲಿಚ್ಛಿಸುವ ಸರಬರಾಜುದಾರರು ಕರ್ನಾಟಕ ಇ–ಪ್ರೊಕ್ಯೂರ್ಮೆಂಟ್ ಪೋರ್ಟಲ್ ಬೆಂಗಳೂರು, ಇವರಲ್ಲಿ ನೋಂದಣಿ ಮಾಡಿಕೊಂಡಿರಬೇಕು. ನೋಂದಣಿಗಾಗಿ ಸಂಪರ್ಕಿಸಬೇಕಾದ ದೂರವಾಣಿ ಸಂಖ್ಯೆ 080–46010000. ಭಾಗವಹಿಸುವ ಸರಬರಾಜುದಾರರು ಇ–ಪ್ರೊಕ್ಯೂರ್ಮೆಂಟ್ ಪೋರ್ಟಲ್ ಮುಖಾಂತರ ಬಿಡ್‌ಗಳನ್ನು ಸಲ್ಲಿಸುವುದು. ಬಿಡ್‌ದಾರರು ಟೆಂಡರಿನ ಒಟ್ಟಾರೆ ಅವಧಿಯಲ್ಲಿ ಆನ್‌ಲೈನ್ ಮೂಲಕ http://kppp.karnataka.gov.in ನಲ್ಲಿ ನೀಡಲಾಗುವ ತಿದ್ದುಪಡಿ/ಸೇರ್ಪಡೆ (ಇದ್ದಲ್ಲಿ) ತಪ್ಪದೇ ಗಮನಿಸುವುದು. ಸಂ.ಕೃ.ವಿ.ವಿ/ಧಾರವಾಡ/1239/ 2025–26/ದೆಹಲಿಬಾಂಡ್ಸ್ ಸಹಿ/- ಆಸ್ತಿ ಅಧಿಕಾರಿಗಳು, ಕೃ.ವಿ.ವಿ ಧಾರವಾಡ. (28, 835, 243, 1085)
header-rule (6, 56, 939, 57)
weekday: ಗುರುವಾರ (794, 17, 830, 30)
office-title: ಜಿಲ್ಲಾಧಿಕಾರಿಗಳ ಕಾರ್ಯಾಲಯ, ಚಿತ್ರದುರ್ಗ ಜಿಲ್ಲೆ, ಚಿತ್ರದುರ್ಗ (264, 783, 557, 801)
tender-body-1: ಕರ್ನಾಟಕ ಸಾರ್ವಜನಿಕ ಸಂಗ್ರಹಣೆ ಪಾರದರ್ಶಕತೆ ಅಧಿಸೂಚನೆಯಂತೆ ಸ್ಟ್ಯಾಂಡರ್ಡ್ ಟೆಂಡರ್ ಡಾಕ್ಯುಮೆಂಟ್ ನಿಯಮಾವಳಿಯಂತೆ ಇಂಡೆಂಟ್ ನಂ. : 48, 90, 94 & 69 ಕಾಮಗಾರಿಗಳಿಗೆ ಅರ್ಹ ಗುತ್ತಿಗೆದಾರರಿಂದ ಕರ್ನಾಟಕ ಪಬ್ಲಿಕ್ ಪ್ರೊಕ್ಯೂರ್ಮೆಂಟ್ ಪೋರ್ಟಲ್ ಮೂಲಕ ಟೆಂಡರ್‌ನ್ನು ಆಹ್ವಾನಿಸಲಾಗಿದೆ. (35, 1223, 236, 1260)
cmyk-registration-marks (34, 1476, 104, 1489)
tender-heading: ಅಲ್ಪಾವಧಿ ಮರು ಇ–ಟೆಂಡರ್ ಪ್ರಕಟಣೆ (34, 597, 237, 614)
institute-title: ಬೆಳಗಾವಿ ವೈದ್ಯಕೀಯ ವಿಜ್ಞಾನ ಸಂಸ್ಥೆ, ಬೆಳಗಾವಿ. (675, 344, 865, 359)
cmyk-registration-marks (862, 1476, 932, 1489)
signature: ಸಹಿ/- ಶಿರಸ್ತೇದಾರರು. ಮಾನ್ಯ 1ನೇ (497, 379, 573, 388)
email[interactable]: ಇಮೇಲ್: spo@uasd.in (35, 865, 109, 873)
court-line: ಮಾನ್ಯ 1 ನೇ ಹೆಚ್ಚುವರಿ ಸಿವಿಲ್ ಮತ್ತು (490, 62, 580, 71)
signature: ಸಹಿ/- ಕಾರ್ಯನಿರ್ವಾಹಕ ಅಧಿಕಾರಿ, ತಾಲ್ಲೂಕು ಪಂಚಾಯಿತಿ, ನರಸಿಂಹರಾಜಪುರ (399, 744, 571, 753)
ref-number: ಸಂಖ್ಯೆ: ಕಾಅ/ಕವಿ.1/ಎಡಿ–3/2025–26/78 (250, 315, 352, 323)
ad-ayush-shimoga: ಕರ್ನಾಟಕ ಸರ್ಕಾರ – ಜಿಲ್ಲಾ ಪಂಚಾಯತ್, ಶಿವಮೊಗ್ಗ ಆಯುಷ್ ಇಲಾಖೆ, ಜಿಲ್ಲಾ ಆಯುಷ್ ಅಧಿಕಾರಿಗಳ ಕಛೇರಿ, ಶಿವಮೊಗ್ಗ. #08 ಜಿ.ಆರ್ ಕಾಂಪ್ಲೆಕ್ಸ್, 1ನೇ ಮಹಡಿ, 1ನೇ ಮುಖ್ಯ ರಸ್ತೆ, 4ನೇ ಅಡ್ಡ ರಸ್ತೆ, ದೇವರಾಜಅರಸುನಗರ ಸೋಮಿನಕೊಪ್ಪ ರಸ್ತೆ ಶಿವಮೊಗ್ಗ–577204 e.mail: dao.shimoga09@gmail.com ph: 08182-255230 ಸಂಖ್ಯೆ: ಜಿಆಕಶಿ/27/ಲೆಕ್ಕ(1)/2025–26 ದಿನಾಂಕ: 09–02–2026 ಅಲ್ಪಾವಧಿ ಮರು ಇ–ಟೆಂಡರ್ ಪ್ರಕಟಣೆ (ಶಾಸ್ತ್ರೀಯ ಆಯುರ್ವೇದ ಔಷಧಿಗಳ ಖರೀದಿಗಾಗಿ) (ದ್ವಿ–ಲಕೋಟೆ ಪದ್ಧತಿ) 2025–26ನೇ ಸಾಲಿಗೆ ಜಿಲ್ಲಾ ಆಯುಷ್ ಕಛೇರಿ ಶಿವಮೊಗ್ಗ ಇದರ ಅಧೀನದಲ್ಲಿ ಕಾರ್ಯನಿರ್ವಹಿಸುತ್ತಿರುವ 34 ಸರ್ಕಾರಿ ಆಯುರ್ವೇದ ಚಿಕಿತ್ಸಾಲಯಗಳಿಗೆ WHO GMP/ GMP Certificate ಹೊಂದಿದ ಅಧಿಕೃತ ಸರಬರಾಜುದಾರರು/ ತಯಾರಿಕದಾರರಿಂದ ಅಗತ್ಯ ಶಾಸ್ತ್ರೀಯ ಆಯುರ್ವೇದ ಔಷಧಿಗಳನ್ನು ಖರೀದಿಸಲು ಅಲ್ಪಾವಧಿ ಮರು ಇ–ಟೆಂಡರ್ ನ್ನು ಆಹ್ವಾನಿಸಲಾಗಿದೆ. ದಿನಾಂಕ:17.02.2026 ಅಪರಾಹ್ನ 04:00 ಗಂಟೆಯವರೆಗೆ ಅರ್ಜಿ ಸಲ್ಲಿಸಬಹುದಾಗಿದೆ. (ಟೆಂಡರ್ ಅಂದಾಜು ಮೊತ್ತ ರೂ. 25.00ಲಕ್ಷ) ಟೆಂಡರ್ ವೇಳಾಪಟ್ಟಿ ಮತ್ತು ಇತರೆ ವಿವರಗಳನ್ನು ವೆಬ್‌ಸೈಟ್ www.kppp.karnataka.gov.in kppp Tender No: AYD/2025-26/IND0161/CALL-2 ರಲ್ಲಿ ನೋಡಬಹುದಾಗಿದೆ. (ಹೆಚ್ಚಿನ ಮಾಹಿತಿಗಾಗಿ ಕಛೇರಿಯಲ್ಲಿ ಸಂಪರ್ಕಿಸಬಹುದು) ಸಹಿ/- ಜಿಲ್ಲಾ ಆಯುಷ್ ಅಧಿಕಾರಿಗಳು ಜಿಲ್ಲಾ ಆಯುಷ್ ಕಛೇರಿ ಶಿವಮೊಗ್ಗ ಶಿ.ಮ.ನಂ.ಇ/ಟೆಂಡರ್ಎಎಂಎ/25–26/62/02/0005 (28, 510, 243, 810)
dipr-ref: DIPR/P/1591/Zon/2025-26 (877, 277, 936, 283)
table-row: 2 BIMS//TENDER/GNL-2/ CANTEEN /CR- 67 /2025-26 DATE:12/02/2026 TENDER INVITATION FOR COLLEGE CANTEEN FOR BIMS BELAGAVI Rs. 9.00 Lakhs (605, 509, 936, 538)
tender-subheading: (ಶಾಸ್ತ್ರೀಯ ಆಯುರ್ವೇದ ಔಷಧಿಗಳ ಖರೀದಿಗಾಗಿ) (ದ್ವಿ–ಲಕೋಟೆ ಪದ್ಧತಿ) (53, 616, 218, 624)
act-line-2: ನಿರ್ಮಾಣ ಕಾಯ್ದೆ– 2013 ರ ಕಲಂ11(1) ರ ಮೇರೆಗೆ 5ನೇ ಹಂತದ ಪ್ರಾಥಮಿಕ ಅಧಿಸೂಚನೆ (288, 813, 533, 822)
ref-number: ಸಂಖ್ಯೆ: ಜಿಆಕಶಿ/27/ಲೆಕ್ಕ(1)/2025–26 (35, 586, 131, 594)
table-row: 3 ಅಂದಾಜು ಮೊತ್ತ (ರೂ.ಲಕ್ಷಗಳಲ್ಲಿ) 7.00 ಲಕ್ಷ (251, 695, 571, 709)
signatory-name: ಕೆ.ಸಿರಿಲ್ ಕುಮಾರ್‌ಬಿನ್ ಕೆ.ವಿ.ಕಂದಸ್ವಾಮಿ (84, 175, 187, 185)
ad-pwd-bengaluru: ✦ ಕಾರ್ಯಪಾಲಕ ಅಭಿಯಂತರರು, ಲೋಕೋಪಯೋಗಿ ಇಲಾಖೆ, ನಂ.1 ಕಟ್ಟಡಗಳ ವಿಭಾಗ, ಎಸ್.ಜೆ.ಪಿ. ಆವರಣ, ಬೆಂಗಳೂರು. ದೂರವಾಣಿ ಸಂಖ್ಯೆ: 080–22255280 ಸಂಖ್ಯೆ: ಕಾಅ/ಕವಿ.1/ಎಡಿ–3/2025–26/78 ದಿನಾಂಕ: 11.02.2026 ಟೆಂಡರ್‌ಗಾಗಿ ಆಹ್ವಾನ ಮೇಲ್ಕಂಡ ಇಲಾಖೆಯ ಬೆಂಗಳೂರಿನ ಎಂ.ಎಸ್. ಕಟ್ಟಡದ ಮೊದಲ ಹಂತದ ಮೊದಲ ಮಹಡಿಯಲ್ಲಿ ಪೊಲೀಸ್ ಮಹಾನಿರ್ದೇಶಕರು ಮತ್ತು ಪೊಲೀಸ್ ಇನ್ಸ್‌ಪೆಕ್ಟರ್ ಕೊಠಡಿ (24+2)=26 ಕೊಠಡಿಗಳ ನವೀಕರಣ (ಪಿಡಬ್ಲ್ಯೂಡಿ/2025–26/ಟಿಡಿ/ವರ್ಕ್–ಇಂಡೆಂಟ್32736) ಕಾಮಗಾರಿಗಾಗಿ ಅರ್ಹ ಟೆಂಡರ್‌ದಾರರಿಂದ ಕರ್ನಾಟಕ ಸರ್ಕಾರದ ಇ–ಪ್ರೊಕ್ಯೂರ್ಮೆಂಟ್ ಪೋರ್ಟಲ್ (http://kppp.karnataka.gov.in) ಮೂಲಕ ಟೆಂಡರ್‌ಗಳನ್ನು ಆಹ್ವಾನಿಸಿದೆ. ಕಾಮಗಾರಿಗಳ ಅಂದಾಜು ಮೊತ್ತ: ರೂ.2,82,11,518.35, ಇಎಂಡಿ: ರೂ.4,23,200/– (ರೂ.1,00,000/– ಹಣವನ್ನು ಇ–ಪ್ರೊಕ್ಯೂರ್ಮೆಂಟ್ ಮೂಲಕ, ಉಳಿದ ಹಣವನ್ನು ಬ್ಯಾಂಕ್ ಗ್ಯಾರಂಟಿ ಮುಖಾಂತರ ಪಾವತಿಸುವುದು). ಕಾಮಗಾರಿಯ ಕಾಲಾವಧಿ: 6 ತಿಂಗಳು (ಮಳೆಗಾಲ ಸೇರಿದಂತೆ). ದಸ್ತಾವೇಜು ಬೆಲೆ: ಕೆಪಿಪಿ ಪೋರ್ಟಲ್‌ನಲ್ಲಿ ತಿಳಿಯುವುದಿಲ್ಲ. ವೀಕ್ಷಣಾಶಿ: ಇತರೆ. ಟೆಂಡರ್‌ಗಳನ್ನು ಇ–ಪ್ರೊಕ್ಯೂರ್ಮೆಂಟ್ ಪೋರ್ಟಲ್ ಮೂಲಕ ಡೌನ್‌ಲೋಡ್ ಮಾಡಿಕೊಂಡು ಆನ್‌ಲೈನ್‌ನಲ್ಲಿ ಸಲ್ಲಿಸಲು ಕೊನೆಯ ದಿನಾಂಕ: 18.02.2026, ಸಂಜೆ 5.00 ಗಂಟೆಯೊಳಗೆ. ಟೆಂಡರ್‌ಗಳನ್ನು ತೆರೆಯುವ ದಿನಾಂಕ: ಇ–ಪ್ರೊಕ್ಯೂರ್ಮೆಂಟ್ ಪೋರ್ಟಲ್‌ನಲ್ಲಿ ತಿಳಿಸಿರುವಂತೆ. ಇತರೆ ಹೆಚ್ಚಿನ ಮಾಹಿತಿಯನ್ನು ಮೇಲ್ಕಂಡ ಕಛೇರಿಯಿಂದ ಅಥವಾ ಇ–ಪ್ರೊಕ್ಯೂರ್ಮೆಂಟ್ ಪೋರ್ಟಲ್ http://kppp.karnataka.gov.in ಮೂಲಕ ಪಡೆಯಬಹುದು. ಸಹಿ/- ಕಾರ್ಯಪಾಲಕ ಅಭಿಯಂತರರು, ಪಾಸಕಾಸಂಇ/ಅಎ–1.ಎ/5582/ಕೆಎನ್‌ಎಲ್‌ಸಿಎ/2025–26 (243, 280, 473, 548)
magenta-dot (349, 1476, 362, 1489)
board-title: ಬೆಂಗಳೂರು ನೀರು ಸರಬರಾಜು ಮತ್ತು ಒಳಚರಂಡಿ ಮಂಡಳಿ (660, 68, 913, 85)
black-dot (661, 1476, 674, 1489)
signature: ಸಹಿ/- ಕಾರ್ಯಪಾಲಕ ಅಭಿಯಂತರರು, (382, 476, 466, 485)
yellow-dot (368, 1476, 381, 1489)
phone: Ph.No : 08266-220137 (470, 580, 571, 589)
tender-detail-table (250, 639, 571, 741)
tender-body: ತೇರದಾಳ ಪುರಸಭೆ ವ್ಯಾಪ್ತಿಯಲ್ಲಿ ಸನ್ 2019–20ರಿಂದ 2024–25ನೇ ಸಾಲಿನ 15ನೇ ಹಣಕಾಸು ಯೋಜನೆ, ಎಸ್‌ಎಫ್‌ಸಿ ಮುಕ್ತ ನಿಧಿ, ಎಸ್‌ಎಫ್‌ಸಿ–ಎಸ್‌ಸಿಎಸ್‌ಪಿ/ ಟಿಎಸ್‌ಪಿ ಉಳಿತಾಯ ಅನುದಾನದಡಿಯಲ್ಲಿ ಸಾರ್ವಜನಿಕ ಸಂಗ್ರಹಣೆಗಳಲ್ಲಿ ಪಾರದರ್ಶಕ ಅಧಿನಿಯಮ 1999 ಮತ್ತು ತಿದ್ದುಪಡಿ ಅಧಿನಿಯಮ 2001 ಹಾಗೂ 2019ರ ಪ್ರಕಾರ ಸ್ಥಳೀಯ ಟೆಂಡರ ಡಾಕ್ಯುಮೆಂಟ್ KW-1 ಟೆಂಡರ ಬಿಡ್ ಪ್ರಕಾರ INDENT54891CAT-II(A), INDENT54881(CAT-II-A), INDENT55202(ST), INDENT55241(SC), INDENT55203(CAT-I), INDENT55227(ST), INDENT55177, INDENT55207, INDENT54883, INDENT54882 & INDENT55229 ಕೆಲಸಗಳಿಗೆ ಟೆಂಡರ್ ಕರೆಯಲಾಗಿದೆ. ಟೋಂಕೋಪಯೋಗಿ ಇಲಾಖೆ/ಜಿಲ್ಲಾ ಪಂಚಾಯತ್ ಇಂಜಿನಿಯರಿಂಗ್ ಇಲಾಖೆಯಲ್ಲಿ ನೋಂದಾಯಿತ/ ಅರ್ಹ ವರ್ಗ/ಎಲೆಕ್ಟ್ರಿಕಲ್ ಗುತ್ತಿಗೆದಾರರು ಇ–ಪ್ರೊಕ್ಯೂರ್ಮೆಂಟ್ ಪೋರ್ಟಲ್ https://kppp.karnataka.gov.in ನಿಂದ ಡೌನ್‌ಲೋಡ್ ಮಾಡಿಕೊಂಡು ಕೆಲಸಗಳಿಗೆ ನಿಗದಿಸಿದ ಷರತ್ತುಗಳನ್ನು ಪರಿಶೀಲಿಸಿ ಬಿಡ್ ಸಲ್ಲಿಸತಕ್ಕದ್ದು. (35, 369, 236, 483)
tender-subheading: (ಇ–ಪ್ರೊಕ್ಯೂರ್ಮೆಂಟ್ ಪೋರ್ಟಲ್ ಮೂಲಕ) (2ನೇ ಕರೆ) (61, 900, 210, 909)
paper-name: ಹೊಸ ದಿಗಂತ (72, 22, 148, 43)
tender-heading: ಟೆಂಡರ್‌ಗಾಗಿ ಆಹ್ವಾನ (245, 325, 471, 340)
address-line: ಆಸ್ತಿ ವಿಭಾಗ, ಕೃಷಿನಗರ, ಧಾರವಾಡ–580005 (ಕರ್ನಾಟಕ) (80, 856, 219, 864)
phone-email[interactable]: ದೂರವಾಣಿ : 08354-297054, ಇ–ಮೇಲ್: eebtda2@gmail.com (75, 1148, 196, 1165)
magenta-dot (623, 1476, 636, 1489)
signature: ಆಸ್ತಿ ಅಧಿಕಾರಿಗಳು, ಕೃ.ವಿ.ವಿ ಧಾರವಾಡ. (147, 1038, 236, 1047)
sig-left: ಸಹಿ/- (35, 487, 49, 496)
ad-bagalkote-btda: ☸ ಬಾಗಲಕೋಟೆ ಪಟ್ಟಣ ಅಭಿವೃದ್ಧಿ ಪ್ರಾಧಿಕಾರ ಬಾಗಲಕೋಟೆ ⚖ ಕಾರ್ಯನಿರ್ವಾಹಕ ಇಂಜಿನಿಯರರವರ ಕಾರ್ಯಾಲಯ, ಬಾಗಲಕೋಟೆ ಪಟ್ಟಣ ಅಭಿವೃದ್ಧಿ ಪ್ರಾಧಿಕಾರ, ವಿಭಾಗ ನಂ.02, ಬಾಗಲಕೋಟೆ – 587102. ದೂರವಾಣಿ : 08354-297054, ಇ–ಮೇಲ್: eebtda2@gmail.com ಸಂಖ್ಯೆ : ಕಾ.ನಿ.ಇಂ./ಬಾ.ಪ.ಅ.ಪ್ರಾ./ವಿ–2/ಸಿಡಿ–01/ಟೆಂ.ಪ್ರ. ಸಂಖ್ಯೆ 09/ 2025–26/3310 ದಿನಾಂಕ : 09–02–2026 ಅಲ್ಪಾವಧಿ ಟೆಂಡರ್ ಪ್ರಕಟಣೆ ಸಂಖ್ಯೆ - ೦೯ (ಕರ್ನಾಟಕ ಪಬ್ಲಿಕ್ ಪ್ರೊಕ್ಯೂರ್‌ಮೆಂಟ್ ಪೋರ್ಟಲ್ ಮುಖಾಂತರ) ಕರ್ನಾಟಕ ಸಾರ್ವಜನಿಕ ಸಂಗ್ರಹಣೆ ಪಾರದರ್ಶಕತೆ ಅಧಿಸೂಚನೆಯಂತೆ ಸ್ಟ್ಯಾಂಡರ್ಡ್ ಟೆಂಡರ್ ಡಾಕ್ಯುಮೆಂಟ್ ನಿಯಮಾವಳಿಯಂತೆ ಇಂಡೆಂಟ್ ನಂ. : 48, 90, 94 & 69 ಕಾಮಗಾರಿಗಳಿಗೆ ಅರ್ಹ ಗುತ್ತಿಗೆದಾರರಿಂದ ಕರ್ನಾಟಕ ಪಬ್ಲಿಕ್ ಪ್ರೊಕ್ಯೂರ್ಮೆಂಟ್ ಪೋರ್ಟಲ್ ಮೂಲಕ ಟೆಂಡರ್‌ನ್ನು ಆಹ್ವಾನಿಸಲಾಗಿದೆ. ಸದರಿ ಕಾಮಗಾರಿಗಳ ಟೆಂಡರಿನಲ್ಲಿ ಭಾಗವಹಿಸಲು ಇಚ್ಛಿಸುವವರು ಟೆಂಡರ್ ವಿವರ ಹಾಗೂ ಕಾಮಗಾರಿಗಳ ವಿವರಗಳಿಗಾಗಿ ಕರ್ನಾಟಕ ಪಬ್ಲಿಕ್ ಪ್ರೊಕ್ಯೂರ್‌ಮೆಂಟ್ ಪೋರ್ಟಲ್ ವೆಬ್‌ಸೈಟ್ : www.kppp.karnataka.gov.in ಮೂಲಕ ವೀಕ್ಷಿಸಬಹುದು. ದಿನಾಂಕ : 02–03–2026 ರ ಸಂಜೆ 5.00 ಘಂಟೆವರೆಗೆ ಟೆಂಡರ್‌ಗಳನ್ನು ಸಲ್ಲಿಸಬಹುದಾಗಿದೆ. ತಾಂತ್ರಿಕ ಬಿಡ್‌ನ್ನು ದಿನಾಂಕ : 04–03–2026 ರ ಬೆಳಗ್ಗೆ 11.00 ಘಂಟೆಗೆ (ಸಾಧ್ಯವಾದಲ್ಲಿ), ಹಾಗೂ ಆರ್ಥಿಕ ಬಿಡ್‌ನ್ನು ದಿನಾಂಕ : 05–03–2026 ರ ಬೆಳಗ್ಗೆ 11.00 ಘಂಟೆಗೆ (ಸಾಧ್ಯವಾದಲ್ಲಿ.) ತೆರೆಯಲಾಗುವುದು. ಸೂಚನೆ : ಟೆಂಡರ್‌ಗೆ ಸಂಬಂಧಿಸಿದ ದಿನಾಂಕಗಳಲ್ಲಿ ಬದಲಾವಣೆ ಕುರಿತು ಮತ್ತು ಹೆಚ್ಚಿನ ತಿದ್ದುಪಡೆಗಳು / ಮಾರ್ಪಾಡುಗಳನ್ನು ಕರ್ನಾಟಕ ಪಬ್ಲಿಕ್ ಪ್ರೊಕ್ಯೂರ್ಮೆಂಟ್ ಪೋರ್ಟಲ್ ವೇದಿಕೆಯಲ್ಲಿ ಪ್ರಕಟಿಸಲಾಗುವುದು. ಮತ್ತು ಸದರಿ ವಿಷಯ ಕುರಿತು ದಿನ ಪತ್ರಿಕೆಗಳಲ್ಲಿ ಪ್ರಕಟಿಸುವುದಿಲ್ಲ. ಹೆಚ್ಚಿನ ವಿವರಗಳಿಗಾಗಿ ಕಛೇರಿಯ ಅವಧಿಯಲ್ಲಿ ದೂರವಾಣಿ ಸಂಖ್ಯೆ : 08354 – 297054 ಸಂಪರ್ಕಿಸಬಹುದಾಗಿದೆ. ಕಾ.ನಿ.ಇಂ/ಬಾಗಲಕೋಟೆ/581/ಟೆಂಡರ್/2025–26 ಸಹಿ/- ಕಾರ್ಯನಿರ್ವಾಹಕ ಇಂಜಿನೀಯರರು, ಬಾ.ಪ.ಅ.ಪ್ರಾ., ವಿಭಾಗ ನಂ. 02, ಬಾಗಲಕೋಟೆ. (28, 1090, 243, 1468)
ref-number: ಕ್ರಮಾಂಕ ಸಂಖ್ಯೆ:ಎಲ್.ಎ.ಕ್ಯೂ/ಸಿ.ಟಿ.ಎ/ಸಿಆರ್/125/2025–26 ದಿನಾಂಕ:03–01–2026 (250, 825, 571, 839)
bims-emblem-left-icon: ✠ (604, 337, 634, 367)
address-line: ಡಾ| ಬಿ. ಆರ್. ಅಂಬೇಡ್ಕರ್ ರೋಡ, ಬೆಳಗಾವಿ–590 001. E-mail: belgaum.bims@gmail.com (610, 369, 930, 378)
govt-line: ಕರ್ನಾಟಕ ಸರ್ಕಾರ (751, 335, 789, 343)
tender-heading: ಟೆಂಡರ್ ಪ್ರಕಟಣೆ (603, 396, 937, 410)
portal-note: KPP-PROCUREMENT Portal ನೋಂದಾಯಿಸಿದ ಟೆಂಡರ್‌ದಾರರು ಟೆಂಡರ್ ಪ್ರೊಸೆಸಿಂಗ್ ಶುಲ್ಕ ಇತ್ಯಾದಿ ವಿವರಗಳಿಗೆ ಕರ್ನಾಟಕ ಸರ್ಕಾರದ KPP-PROCUREMENT PORTAL ನಲ್ಲಿ https:www.kppp.karnataka.gov.in ಮೂಲಕ ಮಾಹಿತಿ ಪಡೆಯಬಹುದು ಅಥವಾ ನಿರ್ದೇಶಕರು, ಬೆಳಗಾವಿ ವೈದ್ಯಕೀಯ ವಿಜ್ಞಾನ ಸಂಸ್ಥೆ, ಇವರನ್ನು ಕಚೇರಿ ಕೆಲಸದ ವೇಳೆಯಲ್ಲಿ ಸಂಪರ್ಕಿಸಬಹುದು. ಟೆಂಡರ್ ಸ್ವೀಕರಿಸುವ ಅಧಿಕಾರಿಗಳು ಯಾವುದೇ ಕಾರಣ ನೀಡದೆ ಯಾವುದೇ ಟೆಂಡರ್‌ನ್ನು ಅಥವಾ ಎಲ್ಲ ಟೆಂಡರ್‌ಗಳನ್ನು ತಿರಸ್ಕರಿಸುವ ಅಧಿಕಾರವನ್ನು ಹೊಂದಿರುತ್ತಾರೆ. (604, 577, 936, 614)
ad-title: ಪತ್ರಿಕಾ ಪ್ರಕಟಣೆಗಾಗಿ (320, 69, 396, 83)
black-dot (919, 1476, 932, 1489)
table-row: 2. ಸಕಾನಿಆ(ಪಿಡಬ್ಲ್ಯೂ&ಪಿಎಸ್)–2–2 ಉಪವಿಭಾಗದ ಆಡಿಯಲ್ಲಿ ಬರುವ ವಿವಿಧ ಸ್ಥಳಗಳಿಗೆ ಬೋರ್‌ವೆಲ್ ಆಟೊಮೇಷನ್ ಸಿಸ್ಟಮ್ಸ್‌ಗಳನ್ನು (850 ಸಂಖ್ಯೆಗಳು) ಪೂರೈಸಿ ಅಳವಡಿಸುವ ಕಾಮಗಾರಿ. ರೂ. 389.21 ಲಕ್ಷಗಳು ರೂ. 5,83,900/– (605, 197, 936, 220)
schedule-line: ಜಿಲ್ಲೆ: ಚಿತ್ರದುರ್ಗ ತಾಲ್ಲೂಕು: ಚಿತ್ರದುರ್ಗ ಹೋಬಳಿ: ಭರಮಸಾಗರ ಗ್ರಾಮ: ಗುರುಪ್ಪನಹಳ್ಳಿ (304, 992, 517, 1002)
email[interactable]: Email : itstaff_ulb_terdal@yahoo.com (62, 336, 209, 344)
table-row: 1. ಸಕಾನಿಆ(ಪಿಡಬ್ಲ್ಯೂ&ಪಿಎಸ್)–1–2 ಉಪವಿಭಾಗದ ಆಡಿಯಲ್ಲಿ ಬರುವ ವಿವಿಧ ಸ್ಥಳಗಳಿಗೆ ಬೋರ್‌ವೆಲ್ ಆಟೊಮೇಷನ್ ಸಿಸ್ಟಮ್ಸ್‌ಗಳನ್ನು (875 ಸಂಖ್ಯೆಗಳು) ಪೂರೈಸಿ ಅಳವಡಿಸುವ ಕಾಮಗಾರಿ. ರೂ. 400.65 ಲಕ್ಷಗಳು ರೂ. 6,01,000/– (605, 174, 936, 197)
indent-list-body: ಹುಬ್ಬಳ್ಳಿ–ಧಾರವಾಡ ಮಹಾನಗರ ಪಾಲಿಕೆಯ ವ್ಯಾಪ್ತಿಯಲ್ಲಿ ಕರ್ನಾಟಕ ಸಾರ್ವಜನಿಕ ಸಂಗ್ರಹಣೆಗಳಲ್ಲಿ ಪಾರದರ್ಶಕತೆ (ತಿದ್ದುಪಡಿ) ಅಧಿನಿಯಮ, 2023 ರ ಪ್ರಕಾರ ಸ್ಟ್ಯಾಂಡರ್ಡ್ ಬಿಡ್ ಡಾಕ್ಯುಮೆಂಟ್ ನಿಯಮದನ್ವಯ ಸರ್ಕಾರಿ ಇಲಾಖೆಯಲ್ಲಿ ನೋಂದಾಯಿತರಾದ ಅರ್ಹ ಸಿವಿಲ್ ಗುತ್ತಿಗೆದಾರರು ಇ–ಪ್ರೊಕ್ಯೂರ್ಮೆಂಟ್ ಪೋರ್ಟಲ್ ಮುಖಾಂತರ ಸನ್ 2025–26ನೇ ಸಾಲಿನ ವಾರ್ಡ್ ಸದ್ಯದ ಅನುದಾನದಡಿಯಲ್ಲಿ (1) ಇಂಡೆಂಟ್ ನಂ.46156/2.76 ಲಕ್ಷ/3ನೇಕರೆ/ಸಾಮಾನ್ಯ, (2) ಇಂಡೆಂಟ್ ನಂ.46108/7.35 ಲಕ್ಷ/3ನೇಕರೆ/ಸಾಮಾನ್ಯ, (3) ಇಂಡೆಂಟ್ ನಂ.46144/8.75ಲಕ್ಷ/3ನೇಕರೆ/ ಸಾಮಾನ್ಯ, 4) ಇಂಡೆಂಟ್ ನಂ.48112/5.83 ಲಕ್ಷ/3ನೇಕರೆ/ಸಾಮಾನ್ಯ, (5) ಇಂಡೆಂಟ್ ನಂ.48110/7.12 ಲಕ್ಷ/3ನೇಕರೆ/ಸಾಮಾನ್ಯ, (6) ಇಂಡೆಂಟ್ ನಂ.48657/28.82 ಲಕ್ಷ/3ನೇಕರೆ/ಸಾಮಾನ್ಯ, (7) ಇಂಡೆಂಟ್ ನಂ.48658/18.02 ಲಕ್ಷ/3ನೇಕರೆ/ಸಾಮಾನ್ಯ, (8) ಇಂಡೆಂಟ್ ನಂ.47246/10.00 ಲಕ್ಷ/3ನೇಕರೆ/ಸಾಮಾನ್ಯ, (9) ಇಂಡೆಂಟ್ ನಂ.48222/2.50 ಲಕ್ಷ/3ನೇಕರೆ/ಸಾಮಾನ್ಯ (10) ಇಂಡೆಂಟ್ ನಂ.48504/6.60 ಲಕ್ಷ/3ನೇಕರೆ/ಸಾಮಾನ್ಯ, (11) ಇಂಡೆಂಟ್ ನಂ.51319/7.12 ಲಕ್ಷ/2ನೇಕರೆ/ಸಾಮಾನ್ಯ (ಎಸ್.ಸಿ.ಪಿ), (12) ಇಂಡೆಂಟ್ ನಂ.49733/5.00 ಲಕ್ಷ/2ನೇಕರೆ/ಸಾಮಾನ್ಯ (ಎಸ್.ಸಿ.ಪಿ), (13) ಇಂಡೆಂಟ್ ನಂ.51363/6.33 ಲಕ್ಷ/2ನೇಕರೆ/ಸಾಮಾನ್ಯ (ಟಿ.ಎಸ್.ಪಿ), (14) ಇಂಡೆಂಟ್ ನಂ.49733/5.00 ಲಕ್ಷ/2ನೇಕರೆ/ಸಾಮಾನ್ಯ (ಟಿ.ಎಸ್.ಪಿ), (15) ಇಂಡೆಂಟ್ ನಂ.48504/6.00 ಲಕ್ಷ/2ನೇಕರೆ/ಸಾಮಾನ್ಯ, (16) ಇಂಡೆಂಟ್ ನಂ.51690/6.30 ಲಕ್ಷ/2ನೇಕರೆ/ಸಾಮಾನ್ಯ, (17) ಇಂಡೆಂಟ್ ನಂ.51699/4.50 ಲಕ್ಷ/ಸಾಮಾನ್ಯ (ಎಸ್.ಸಿ.ಪಿ), (18) ಇಂಡೆಂಟ್ ನಂ.49592/8.00 ಲಕ್ಷ/3ನೇಕರೆ/ಸಾಮಾನ್ಯ, (19) ಇಂಡೆಂಟ್ ನಂ.49586/7.45 ಲಕ್ಷ/3ನೇಕರೆ/ಸಾಮಾನ್ಯ, (20) ಇಂಡೆಂಟ್ ನಂ.52376/9.00 ಲಕ್ಷ/2ನೇಕರೆ/ಸಾಮಾನ್ಯ, (21) ಇಂಡೆಂಟ್ ನಂ.49733/4.70 ಲಕ್ಷ/2ನೇಕರೆ/ಸಾಮಾನ್ಯ, (22) ಇಂಡೆಂಟ್ ನಂ.51363/6.33 ಲಕ್ಷ/ಸಾಮಾನ್ಯ (ಟಿ.ಎಸ್.ಪಿ), ಸನ್ 2025–26ನೇ ಸಾಲಿನ 15ನೇ ಹಣಕಾಸು ಅನುದಾನದಡಿಯಲ್ಲಿ (23) ಇಂಡೆಂಟ್ ನಂ.52371/7.90 ಲಕ್ಷ/3ನೇಕರೆ-II/ (24) ಇಂಡೆಂಟ್ ನಂ.52381/4.50 ಲಕ್ಷ/ಸಾಮಾನ್ಯ (25) ಇಂಡೆಂಟ್ ನಂ.52381/4.50 ಲಕ್ಷ/ಸಾಮಾನ್ಯ (26) ಇಂಡೆಂಟ್ ನಂ.52371/1.95 ಲಕ್ಷ/ಸಾಮಾನ್ಯ (27) ಇಂಡೆಂಟ್ ನಂ.52381/3.06 ಲಕ್ಷ/ಸಾಮಾನ್ಯ (28) ಇಂಡೆಂಟ್ ನಂ.52268/32.41 ಲಕ್ಷ/ಸಾಮಾನ್ಯ (29) ಇಂಡೆಂಟ್ ನಂ.52315/4.57 ಲಕ್ಷ/ಸಾಮಾನ್ಯ (30) ಇಂಡೆಂಟ್ ನಂ.52260/22.74 ಲಕ್ಷ/ಸಾಮಾನ್ಯ (31) ಇಂಡೆಂಟ್ ನಂ.52939/14.24 ಲಕ್ಷ/ಸಾಮಾನ್ಯ (32) ಇಂಡೆಂಟ್ ನಂ.48685/10.00 ಲಕ್ಷ/ಸಾಮಾನ್ಯ (33) ಇಂಡೆಂಟ್ ನಂ.54613/19.80 ಲಕ್ಷ/ಸಾಮಾನ್ಯ (34) ಇಂಡೆಂಟ್ ನಂ.54616/3.68 ಲಕ್ಷ/ಸಾಮಾನ್ಯ (35) ಇಂಡೆಂಟ್ ನಂ.54703/13.50 ಲಕ್ಷ/ಸಾಮಾನ್ಯ (36) ಇಂಡೆಂಟ್ ನಂ.56124/20.00 ಲಕ್ಷ/ಸಾಮಾನ್ಯ (37) ಇಂಡೆಂಟ್ ನಂ.54694/6.00 ಲಕ್ಷ/ಸಾಮಾನ್ಯ (38) ಇಂಡೆಂಟ್ ನಂ.54696/4.30 ಲಕ್ಷ/ಸಾಮಾನ್ಯ (39) ಇಂಡೆಂಟ್ ನಂ.54865/9.00 ಲಕ್ಷ/ಸಾಮಾನ್ಯ (40) ಇಂಡೆಂಟ್ ನಂ.54867/25.75 ಲಕ್ಷ/ಸಾಮಾನ್ಯ (41) ಇಂಡೆಂಟ್ ನಂ.54871/3.70 ಲಕ್ಷ/ಸಾಮಾನ್ಯ (42) ಇಂಡೆಂಟ್ ನಂ.54892/9.38 ಲಕ್ಷ/ಸಾಮಾನ್ಯ (43) ಇಂಡೆಂಟ್ ನಂ.54893/5.00 ಲಕ್ಷ/ಸಾಮಾನ್ಯ (44) ಇಂಡೆಂಟ್ ನಂ.54976/5.17 ಲಕ್ಷ/ಸಾಮಾನ್ಯ (45) ಇಂಡೆಂಟ್ ನಂ.54945/7.05 ಲಕ್ಷ/ಸಾಮಾನ್ಯ (46) ಇಂಡೆಂಟ್ ನಂ.54944/5.00 ಲಕ್ಷ/ಸಾಮಾನ್ಯ (47) ಇಂಡೆಂಟ್ ನಂ.54963/4.10 ಲಕ್ಷ/ಸಾಮಾನ್ಯ (48) ಇಂಡೆಂಟ್ ನಂ.54557/7.90 ಲಕ್ಷ/ಸಾಮಾನ್ಯ (49) ಇಂಡೆಂಟ್ ನಂ.54758/14.61 ಲಕ್ಷ/ಸಾಮಾನ್ಯ (50) ಇಂಡೆಂಟ್ ನಂ.54905/10.00 ಲಕ್ಷ/ಸಾಮಾನ್ಯ (51) ಇಂಡೆಂಟ್ ನಂ.51392/21.00 ಲಕ್ಷ/ಸಾಮಾನ್ಯ ಹಾಗೂ 2024–25ನೇ ಸಾಲಿನ ಅನುದಾನದಡಿಯಲ್ಲಿ (52) ಇಂಡೆಂಟ್ ನಂ.53779/6.00 ಲಕ್ಷ/ಸಾಮಾನ್ಯ (53) ಇಂಡೆಂಟ್ ನಂ.49729/47.00 ಲಕ್ಷ/ಸಾಮಾನ್ಯ (54) ಇಂಡೆಂಟ್ ನಂ.51371/5.16 ಲಕ್ಷ/ಸಾಮಾನ್ಯ (55) ಇಂಡೆಂಟ್ ನಂ.37468/18.89 ಲಕ್ಷ/ಸಾಮಾನ್ಯ (56) ಇಂಡೆಂಟ್ ನಂ.42766/1.28 ಲಕ್ಷ/ಸಾಮಾನ್ಯ (57) ಇಂಡೆಂಟ್ ನಂ.43359/8.00 ಲಕ್ಷ/ಸಾಮಾನ್ಯ (58) ಇಂಡೆಂಟ್ ನಂ.40713/15.00 ಲಕ್ಷ/ಸಾಮಾನ್ಯ (59) ಇಂಡೆಂಟ್ ನಂ.51684/4.50 ಲಕ್ಷ/ಸಾಮಾನ್ಯ (60) ಇಂಡೆಂಟ್ ನಂ.52382/11.45 ಲಕ್ಷ/ಸಾಮಾನ್ಯ (61) ಇಂಡೆಂಟ್ ನಂ.54876/18.00 ಲಕ್ಷ/ಸಾಮಾನ್ಯ (62) ಇಂಡೆಂಟ್ ನಂ.37772/5.00 ಲಕ್ಷ/ಸಾಮಾನ್ಯ (63) ಇಂಡೆಂಟ್ ನಂ.54678/10.00 ಲಕ್ಷ/ಸಾಮಾನ್ಯ (64) ಇಂಡೆಂಟ್ ನಂ.39668/21.30 ಲಕ್ಷ/ಸಾಮಾನ್ಯ (65) ಇಂಡೆಂಟ್ ನಂ.48225/5.25 ಲಕ್ಷ/ಸಾಮಾನ್ಯ (66) ಇಂಡೆಂಟ್ ನಂ.48226/6.05 ಲಕ್ಷ/ಸಾಮಾನ್ಯ ಸನ್ 2025–26ನೇ ಸಾಲಿನ ಗ್ರಾಮ ಅಭಿವೃದ್ಧಿ ನಿಧಿ (Village development Fund) ಅಡಿಯಲ್ಲಿ (67) ಇಂಡೆಂಟ್ ನಂ.55680/49.82 ಲಕ್ಷ/ಸಾಮಾನ್ಯ (68) ಇಂಡೆಂಟ್ ನಂ.54823/15.00 ಲಕ್ಷ/ಸಾಮಾನ್ಯ (69) ಇಂಡೆಂಟ್ ನಂ.49734/10.00 ಲಕ್ಷ/ಸಾಮಾನ್ಯ (70) ಇಂಡೆಂಟ್ ನಂ.35982/4.95 ಲಕ್ಷ/ಸಾಮಾನ್ಯ 2023–24ನೇ ಸಾಲಿನ ಅನುದಾನದಡಿಯಲ್ಲಿ (71) ಇಂಡೆಂಟ್ ನಂ.31079/49.25 ಲಕ್ಷ/ಸಾಮಾನ್ಯ ಸನ್ 2025–26ನೇ ಸಾಲಿನ ಮಾನ್ಯ ಶಾಸಕರ ಸ್ಥಳೀಯ ಪ್ರದೇಶಾಭಿವೃದ್ಧಿ ಅನುದಾನದಡಿಯಲ್ಲಿ (99) ಇಂಡೆಂಟ್ ನಂ.53789/20.00 ಲಕ್ಷ/ಸಾಮಾನ್ಯ (100) ಇಂಡೆಂಟ್ ನಂ.54863/8.00 ಲಕ್ಷ/ಸಾಮಾನ್ಯ ಸನ್ 2025–26ನೇ ಸಾಲಿನ ಮಾನ್ಯ ಶಾಸಕರ ಸ್ಥಳೀಯ ಪ್ರದೇಶಾಭಿವೃದ್ಧಿ ಅನುದಾನದಡಿಯಲ್ಲಿ (101) ಇಂಡೆಂಟ್ ನಂ.54693/20.00 ಲಕ್ಷ/ಸಾಮಾನ್ಯ ಇ–ಪ್ರೊಕ್ಯೂರ್ಮೆಂಟ್ ನಲ್ಲಿ ಟೆಂಡರ್ ಅನ್ನು ಆಹ್ವಾನಿಸಲಾಗಿದೆ. (605, 727, 935, 1113)
masthead-endbar (912, 13, 917, 53)
authority-title: ಬಾಗಲಕೋಟೆ ಪಟ್ಟಣ ಅಭಿವೃದ್ಧಿ ಪ್ರಾಧಿಕಾರ (65, 1096, 206, 1108)
autonomous-line: ಸ್ವಾಯತ್ತ ಸಂಸ್ಥೆ (754, 360, 786, 368)
tender-table: Sl. No Tender Notification Description of Tender Tender Value (Approximate) (Rs. In Lakhs) Downloading of Tender Document 1 BIMS//TENDER/GNL -3/ CR- 05/2025-26 DATE: 12/02/2026 PROVIDING OF VEHICLES WITH DRIVER ON HIRE BASIS FOR DAY TO DAY USE OF B.I.M.S BELAGAVI Rs. 19.20 Lakhs KPP-PROCUREM ENT PORTAL 2 BIMS//TENDER/GNL-2/ CANTEEN /CR- 67 /2025-26 DATE:12/02/2026 TENDER INVITATION FOR COLLEGE CANTEEN FOR BIMS BELAGAVI Rs. 9.00 Lakhs 3 BIMS//TENDER/GNL2/ ABARK /CR- 30 /2025-26 DATE:13/02/2026 TENDER INVITATION HOSPITAL ABARK OUTSOURCEING FOR BIMS BELAGAVI Rs. 99.00 Lakhs (604, 442, 936, 575)
address-line: ಬಾಗಲಕೋಟೆ ಪಟ್ಟಣ ಅಭಿವೃದ್ಧಿ ಪ್ರಾಧಿಕಾರ, ವಿಭಾಗ ನಂ.02, ಬಾಗಲಕೋಟೆ – 587102. (48, 1131, 223, 1148)
table-row: 3 BIMS//TENDER/GNL2/ ABARK /CR- 30 /2025-26 DATE:13/02/2026 TENDER INVITATION HOSPITAL ABARK OUTSOURCEING FOR BIMS BELAGAVI Rs. 99.00 Lakhs (605, 538, 936, 575)
email[interactable]: Email.Id: enonrpura1@gmail.com (250, 580, 400, 589)
signatory-village: ಕ್ಯಾದಿಗೆರೆ ಗ್ರಾಮ, ಮಂಡಗದ್ದೆ ಹೋಬಳಿ, ತೀರ್ಥಹಳ್ಳಿ ತಾಲ್ಲೂಕು (289, 213, 427, 222)
dipr-ref: ಡಿಐಪಿಆರ್/ಧಾರವಾಡ/1238/ಮೆಗಟೆಂಡರ್/2025–26 (605, 1230, 691, 1236)
ref-number: ಸಂ: ಬಿಮ್ಸ್/ ಟೆಂಡರ್/GNL–3/ಸಿ.ಆರ್ –05/2025–26 (604, 383, 752, 391)
hdmc-emblem-icon: 🏛 (666, 665, 692, 691)
plaintiff: ವಾದಿ: ಶ್ರೀ ಹನುಮಂತಪ್ಪ ಬಿನ್ ತಿಪೇಶಿ ನಾಗಪ್ಪ, ಗಂಗನರಸಿಹಳ್ಳಿ, ಗುತ್ತೂರು ಅಂಚೆ, ಹರಿಹರ ತಾಲ್ಲೂಕು. (480, 104, 590, 121)
office-subtitle: ಕಾರ್ಯನಿರ್ವಾಹಕ ಅಭಿಯಂತರರು (ದಕ್ಷಿಣ) (723, 681, 849, 691)
office-title: ತಾಲ್ಲೂಕು ಪಂಚಾಯಿತಿ ಕಾರ್ಯಾಲಯ, ನರಸಿಂಹರಾಜಪುರ (305, 563, 516, 577)
ad-court-notice-harihara: ಮಾನ್ಯ 1 ನೇ ಹೆಚ್ಚುವರಿ ಸಿವಿಲ್ ಮತ್ತು ಜೆ.ಎಂ.ಎಫ್.ಸಿ. ನ್ಯಾಯಾಧೀಶರವರ ನ್ಯಾಯಾಲಯ, ಹರಿಹರ ಒ.ಎಸ್.ನಂ.02/2020 ವಾದಿ: ಶ್ರೀ ಹನುಮಂತಪ್ಪ ಬಿನ್ ತಿಪೇಶಿ ನಾಗಪ್ಪ, ಗಂಗನರಸಿಹಳ್ಳಿ, ಗುತ್ತೂರು ಅಂಚೆ, ಹರಿಹರ ತಾಲ್ಲೂಕು. ವಿರುದ್ಧ ಪ್ರತಿವಾದಿಗಳು : ಶ್ರೀ ಸತ್ಯನಾರಾಯಣ ಬಿನ್ ಸೂರ್ಯನಾರಾಯಣ. ಉದ್ದೇಶಿತ ಎದುರುದಾರರು: 1(ಎ) ಶ್ರೀಮತಿ ಪದ್ಮ ಕೋಂ ಲೇಟ್ ಸತ್ಯನಾರಾಯಣ, ವಯಸ್ಸು 44 ವರ್ಷ, 1(ಬಿ) ಶ್ರೀ ಸುರೇಶ್ ಬಿನ್ ಲೇಟ್ ಸತ್ಯನಾರಾಯಣ, ವಯಸ್ಸು 23 ವರ್ಷ, 1(ಸಿ) ಶ್ರೀ ಶ್ರೀನಿವಾಸ ಬಿನ್ ಲೇಟ್ ಸತ್ಯನಾರಾಯಣ, ವಯಸ್ಸು 23 ವರ್ಷ, ಎಲ್ಲರೂ ಪ್ರಮಾಣಯಾಗಿದರು, ಎಲ್ಲರೂ ವಾಸ: ಗಂಗನರಸಿ ಗ್ರಾಮ, ಶ್ರೀನಿವಾಸ ಕ್ಯಾಂಪ್, ಗುತ್ತೂರು ಪೋಸ್ಟ್, ಹರಿಹರ ತಾಲ್ಲೂಕು, ದಾವಣಗೆರೆ ಜಿಲ್ಲೆ. ಸಿವಿಲ್ ಪ್ರಕ್ರಿಯಾ ಸಂಹಿತೆ ಆರ್ಡರ್ 5 ರೂಲ್ 20ರ ಕೆಳಗಿನ ಪತ್ರಿಕಾ ಪ್ರಕಟಣೆಗಾಗಿ. ಈ ಮೇಲ್ಕಂಡ ದಾವೆಯಲ್ಲಿ ವಾದಿಯು ಪ್ರತಿವಾದಿಯ ವಿರುದ್ಧ ಸಾಲ ವಸೂಲಾತಿಗಾಗಿ ದಾವೆಯನ್ನು ಹೂಡಿದ್ದು, ಸದರಿ ದಾವೆಯು ದಿನಾಂಕ: 25–03–2026 ರಂದು ಮುಂದೂಡಲ್ಪಟ್ಟಿದ್ದು, ಈ ದಾವೆಯಲ್ಲಿ 1(ಎ) ರಿಂದ 1(ಸಿ) ನೇ ಉದ್ದೇಶಿತ ಎದುರುದಾರರಿಗೆ ಸಮನ್ಸ್ /ನೋಟೀಸು ಜಾರಿಯಾಗದ ಕಾರಣ ಇವರಿಗೆ ಸದರಿ ಪ್ರಕಟಣೆಯ ಮೂಲಕ ನೋಟೀಸನ್ನು ಜಾರಿ ಮಾಡಿಸಿದ್ದಾರಿತ್ತದೆ. ಆದುದರಿಂದ ನೀವಾಗಲೀ ನಿಮ್ಮ ಪರ ವಕೀಲರ ಮುಖಾಂತರವಾಗಲೀ ಸದರಿ ದಿನದಂದು ಬೆಳಿಗ್ಗೆ 10–45 ಗಂಟೆಗೆ ಮಾನ್ಯ ನ್ಯಾಯಾಲಯಕ್ಕೆ ಹಾಜರಾಗತಕ್ಕದ್ದು. ಸದರಿ ದಿನದಂದು ನ್ಯಾಯಾಲಯಕ್ಕೆ ಹಾಜರಾಗದಿದ್ದಲ್ಲಿ ನಿಮ್ಮ ವಿರುದ್ಧ ಏಕಪಕ್ಷೀಯವಾಗಿ ತೀರ್ಮಾನ ಮಾಡಲಾಗುತ್ತದೆ ಎಂದು ತಿಳಿಯಿರಿ. ಈ ನ್ಯಾಯಾಲಯದ ಸೀಲು ಮತ್ತು ಮೇಹರ್ಗೊಂಡಿಗೆ ದಿನಾಂಕ:09–02–2026 ರಂದು ನೀಡಲ್ಪಟ್ಟಿದೆ. ನ್ಯಾಯಾಲಯದ ಆದೇಶದ ಮೇರೆಗೆ ಸಹಿ/- ಶಿರಸ್ತೇದಾರರು. ಮಾನ್ಯ 1ನೇ ಹೆಚ್ಚುವರಿ ಸಿವಿಲ್ ನ್ಯಾಯಾಧೀಶರವರ ನ್ಯಾಯಾಲಯ, ಹರಿಹರ ಎ.ಎಸ್.ಶ್ರೀನಿವಾಸ (478, 62, 592, 558)
phone: Phone: 08353-255024 (155, 320, 214, 336)
university-emblem-icon: ✿ (35, 841, 59, 865)
bwssb-emblem-icon: ⛲ (604, 67, 632, 95)
table-ref-row: ಸಂ. ಬೆಂಜಮಂ/ಮುಅ(ವಿ&ಗು.ಆ)/ಅಮುಅ/ತಾಂಸ/5221/2025–26 ದಿನಾಂಕ: 09.02.2026 (605, 160, 936, 174)
page-number: ೧೦ (36, 20, 67, 46)
office-title: ಕೃಷಿ ವಿಶ್ವವಿದ್ಯಾಲಯ, ಧಾರವಾಡ (81, 841, 218, 856)
signature: ಸಹಿ/- ಜಿಲ್ಲಾ ಆಯುಷ್ ಅಧಿಕಾರಿಗಳು ಜಿಲ್ಲಾ ಆಯುಷ್ ಕಛೇರಿ ಶಿವಮೊಗ್ಗ (78, 723, 236, 732)
table-row: 2 ಬಿ.ದತ್ತಾತ್ರಿ ಬಿನ್ ದಿಢೀಮರಾವ್ 8/1 ಖುಷ್ಕಿ 0–14.00 0–02.00 (251, 1048, 571, 1062)
notification-para-1: ಈ ಕೆಳಗಿನ ಅನುಸೂಚಿಯಲ್ಲಿ ನಿರ್ಧಿಷ್ಟಪಡಿಸಿದ ಜಮೀನುಗಳು ಒಂದು ಸಾರ್ವಜನಿಕ ಉದ್ದೇಶಕ್ಕೆ ಅಂದರೆ ತುಮಕೂರು–ಚಿತ್ರದುರ್ಗ–ದಾವಣಗೆರೆ ರೈಲ್ವೆ ಯೋಜನೆಯ (5ನೇ ಹಂತ) ಉದ್ದೇಶಕ್ಕಾಗಿ ಅಗತ್ಯವಾಗಿದೆ ಎಂದು ಕರ್ನಾಟಕ ಸರ್ಕಾರಕ್ಕೆ ಮನದಟ್ಟಾಗಿರುವುದರಿಂದ, ಭೂಸ್ವಾಧೀನ ಪ್ರಕ್ರಿಯೆಯಲ್ಲಿ ಪಾರದರ್ಶಕತೆ ಮತ್ತು ಸೂಕ್ತ ಪರಿಹಾರದ ಹಕ್ಕು, ಪುನರ್ವಸತಿ ಮತ್ತು ಪುನರ್ ನಿರ್ಮಾಣ ಕಾಯ್ದೆ–2013 ರ ಕಲಂ.11(1) ರ ಮೇರೆಗೆ ಸದರಿ ಜಮೀನುಗಳನ್ನು ಸ್ವಾಧೀನಪಡಿಸಿಕೊಳ್ಳಲು ಉದ್ದೇಶಿಸಲಾಗಿದೆ ಎಂದು ಈ ಮೂಲಕ ಅಧಿಸೂಚಿಸಲಾಗಿದೆ. ಈ ಯೋಜನೆಗೆ ಸಂಬಂಧಿಸಿದ ಭೂಸ್ವಾಧೀನ ಪ್ರಕ್ರಿಯೆಯ ಸಾಮಾಜಿಕ ಪರಿಣಾಮ ನಿರ್ಧರಣೆಯನ್ನು ಕಾಯ್ದೆಯ ನಿಯಮ 2(4) ರ ಮೇರೆಗೆ ವಿನಾಯಿತಿಗೊಳಿಸಲಾಗಿದೆ. (250, 841, 571, 902)
